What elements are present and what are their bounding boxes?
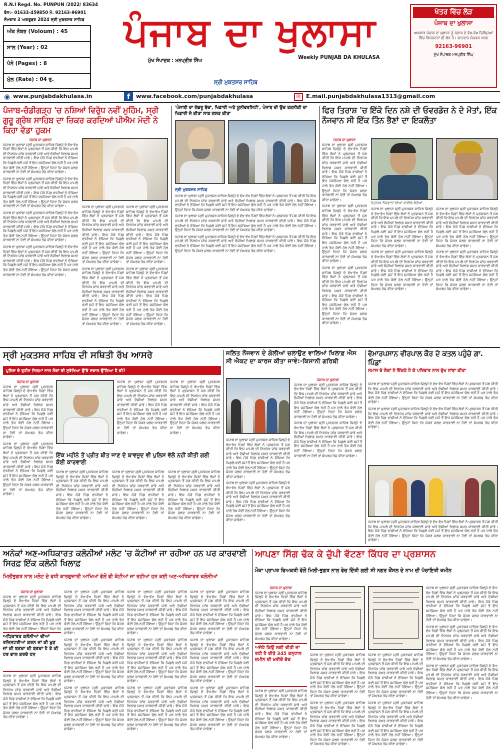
- article-bottom-left-col1: ਪੰਜਾਬ ਦਾ ਖੁਲਾਸਾ ਪੰਜਾਬ ਦਾ ਖੁਲਾਸਾ ਸ੍ਰੀ ਮੁਕਤਸਰ ਸਾਹਿਬ ਜ਼ਿਲ੍ਹੇ ਦੇ ਵੱਖ-ਵੱਖ ਪਿੰਡਾਂ ਵਿੱਚ ਲੋਕਾਂ ਨੇ ਪ੍ਰਸ਼ਾਸਨ ਤੋਂ ਮੰਗ ਕੀਤੀ ਕਿ ਇਸ ਮਾਮਲੇ ਦੀ ਨਿਰਪੱਖ ਜਾਂਚ ਕਰਵਾਈ ਜਾਵੇ ਅਤੇ ਦੋਸ਼ੀਆਂ ਖਿਲਾਫ਼ ਸਖ਼ਤ ਕਾਰਵਾਈ ਕੀਤੀ ਜਾਵੇ। ਇਸ ਮੌਕੇ ਪਿੰਡ ਵਾਸੀਆਂ ਨੇ ਦੱਸਿਆ ਕਿ ਪਿਛਲੇ ਕਈ ਸਮੇਂ ਤੋਂ ਇਹ ਸਮੱਸਿਆ ਚੱਲ ਰਹੀ ਹੈ ਪਰ ਹਾਲੇ ਤੱਕ ਕੋਈ ਹੱਲ ਨਹੀਂ ਹੋਇਆ। ਉਨ੍ਹਾਂ ਕਿਹਾ ਕਿ: [3, 590, 61, 630]
- article-muktsar-col5: ਪੰਜਾਬ ਦਾ ਖੁਲਾਸਾ ਸ੍ਰੀ ਮੁਕਤਸਰ ਸਾਹਿਬ ਜ਼ਿਲ੍ਹੇ ਦੇ ਵੱਖ-ਵੱਖ ਪਿੰਡਾਂ ਵਿੱਚ ਲੋਕਾਂ ਨੇ ਪ੍ਰਸ਼ਾਸਨ ਤੋਂ ਮੰਗ ਕੀਤੀ ਕਿ ਇਸ ਮਾਮਲੇ ਦੀ ਨਿਰਪੱਖ ਜਾਂਚ ਕਰਵਾਈ ਜਾਵੇ ਅਤੇ ਦੋਸ਼ੀਆਂ ਖਿਲਾਫ਼ ਸਖ਼ਤ ਕਾਰਵਾਈ ਕੀਤੀ ਜਾਵੇ। ਇਸ ਮੌਕੇ ਪਿੰਡ ਵਾਸੀਆਂ ਨੇ ਦੱਸਿਆ ਕਿ ਪਿਛਲੇ ਕਈ ਸਮੇਂ ਤੋਂ ਇਹ ਸਮੱਸਿਆ ਚੱਲ ਰਹੀ ਹੈ ਪਰ ਹਾਲੇ ਤੱਕ ਕੋਈ ਹੱਲ ਨਹੀਂ ਹੋਇਆ। ਉਨ੍ਹਾਂ ਕਿਹਾ ਕਿ ਜੇਕਰ ਜਲਦ ਕਾਰਵਾਈ ਨਾ ਹੋਈ ਤਾਂ ਸੰਘਰਸ਼ ਤੇਜ਼ ਕੀਤਾ ਜਾਵੇਗਾ।: [112, 470, 164, 520]
- facebook-link[interactable]: www.facebook.com/punjabdakhulasa: [136, 94, 254, 100]
- masthead: [0, 0, 500, 90]
- headline-top-left: ਪੰਜਾਬ-ਚੰਡੀਗੜ੍ਹ 'ਚ ਨਸ਼ਿਆਂ ਵਿਰੁੱਧ ਨਵੀਂ ਮੁਹਿੰਮ, ਸ੍ਰੀ ਗੁਰੂ ਗ੍ਰੰਥ ਸਾਹਿਬ ਦਾ ਜ਼ਿਕਰ ਕਰਦਿਆਂ ਪੀਐਮ ਮੋਦੀ ਨੇ ਕਿਹਾ ਵੱਡਾ ਹੁਕਮ: [3, 106, 159, 135]
- article-top-right-col2: ਪੰਜਾਬ ਦਾ ਖੁਲਾਸਾ ਸ੍ਰੀ ਮੁਕਤਸਰ ਸਾਹਿਬ ਜ਼ਿਲ੍ਹੇ ਦੇ ਵੱਖ-ਵੱਖ ਪਿੰਡਾਂ ਵਿੱਚ ਲੋਕਾਂ ਨੇ ਪ੍ਰਸ਼ਾਸਨ ਤੋਂ ਮੰਗ ਕੀਤੀ ਕਿ ਇਸ ਮਾਮਲੇ ਦੀ ਨਿਰਪੱਖ ਜਾਂਚ ਕਰਵਾਈ ਜਾਵੇ ਅਤੇ ਦੋਸ਼ੀਆਂ ਖਿਲਾਫ਼ ਸਖ਼ਤ ਕਾਰਵਾਈ ਕੀਤੀ ਜਾਵੇ। ਇਸ ਮੌਕੇ ਪਿੰਡ ਵਾਸੀਆਂ ਨੇ ਦੱਸਿਆ ਕਿ ਪਿਛਲੇ ਕਈ ਸਮੇਂ ਤੋਂ ਇਹ ਸਮੱਸਿਆ ਚੱਲ ਰਹੀ ਹੈ ਪਰ ਹਾਲੇ ਤੱਕ ਕੋਈ ਹੱਲ ਨਹੀਂ ਹੋਇਆ। ਉਨ੍ਹਾਂ ਕਿਹਾ ਕਿ ਜੇਕਰ ਜਲਦ ਕਾਰਵਾਈ ਨਾ ਹੋਈ ਤਾਂ ਸੰਘਰਸ਼ ਤੇਜ਼ ਕੀਤਾ ਜਾਵੇਗਾ। ਪੰਜਾਬ ਦਾ ਖੁਲਾਸਾ ਸ੍ਰੀ ਮੁਕਤਸਰ ਸਾਹਿਬ ਜ਼ਿਲ੍ਹੇ ਦੇ ਵੱਖ-ਵੱਖ ਪਿੰਡਾਂ ਵਿੱਚ ਲੋਕਾਂ ਨੇ ਪ੍ਰਸ਼ਾਸਨ ਤੋਂ ਮੰਗ ਕੀਤੀ ਕਿ ਇਸ ਮਾਮਲੇ ਦੀ ਨਿਰਪੱਖ ਜਾਂਚ ਕਰਵਾਈ ਜਾਵੇ ਅਤੇ ਦੋਸ਼ੀਆਂ ਖਿਲਾਫ਼ ਸਖ਼ਤ ਕਾਰਵਾਈ ਕੀਤੀ ਜਾਵੇ। ਇਸ ਮੌਕੇ ਪਿੰਡ ਵਾਸੀਆਂ ਨੇ ਦੱਸਿਆ ਕਿ ਪਿਛਲੇ ਕਈ ਸਮੇਂ ਤੋਂ ਇਹ ਸਮੱਸਿਆ ਚੱਲ ਰਹੀ ਹੈ ਪਰ ਹਾਲੇ ਤੱਕ ਕੋਈ ਹੱਲ ਨਹੀਂ ਹੋਇਆ। ਉਨ੍ਹਾਂ ਕਿਹਾ ਕਿ ਜੇਕਰ ਜਲਦ ਕਾਰਵਾਈ ਨਾ ਹੋਈ ਤਾਂ ਸੰਘਰਸ਼ ਤੇਜ਼ ਕੀਤਾ ਜਾਵੇਗਾ।: [371, 207, 433, 292]
- place-name: ਸ੍ਰੀ ਮੁਕਤਸਰ ਸਾਹਿਬ: [214, 80, 258, 86]
- headline-muktsar-sub: ਪੁਲਿਸ ਦੇ ਰੁਟੀਨ ਨਿਯਮਾਂ ਨਾਲ ਲੋਕਾਂ ਦੀ ਸੁਰੱਖਿਆ ਉੱਤੇ ਸਵਾਲ ਉੱਠਿਆ ਹੈ ਕੀ?: [6, 368, 126, 373]
- photo-center-portrait: [175, 120, 225, 184]
- globe-icon: ◉: [4, 93, 11, 101]
- chief-editor: ਮੁੱਖ ਸੰਪਾਦਕ : ਮਨਪ੍ਰੀਤ ਸਿੰਘ: [148, 59, 202, 64]
- headline-center-mid: ਜਲਿਤ ਨੌਜਵਾਨ ਦੇ ਗੋਲੀਆਂ ਚਲਾਉਣ ਵਾਲਿਆਂ ਖਿਲਾਫ਼ ਐਸ ਸੀ ਐਕਟ ਦਾ ਕਾਰਜ ਕੀਤਾ ਜਾਵੇ:-ਕਿਸਾਨੀ ਗਰਿਬੀ: [226, 350, 357, 365]
- article-top-right-col3: ਪੰਜਾਬ ਦਾ ਖੁਲਾਸਾ ਸ੍ਰੀ ਮੁਕਤਸਰ ਸਾਹਿਬ ਜ਼ਿਲ੍ਹੇ ਦੇ ਵੱਖ-ਵੱਖ ਪਿੰਡਾਂ ਵਿੱਚ ਲੋਕਾਂ ਨੇ ਪ੍ਰਸ਼ਾਸਨ ਤੋਂ ਮੰਗ ਕੀਤੀ ਕਿ ਇਸ ਮਾਮਲੇ ਦੀ ਨਿਰਪੱਖ ਜਾਂਚ ਕਰਵਾਈ ਜਾਵੇ ਅਤੇ ਦੋਸ਼ੀਆਂ ਖਿਲਾਫ਼ ਸਖ਼ਤ ਕਾਰਵਾਈ ਕੀਤੀ ਜਾਵੇ। ਇਸ ਮੌਕੇ ਪਿੰਡ ਵਾਸੀਆਂ ਨੇ ਦੱਸਿਆ ਕਿ ਪਿਛਲੇ ਕਈ ਸਮੇਂ ਤੋਂ ਇਹ ਸਮੱਸਿਆ ਚੱਲ ਰਹੀ ਹੈ ਪਰ ਹਾਲੇ ਤੱਕ ਕੋਈ ਹੱਲ ਨਹੀਂ ਹੋਇਆ। ਉਨ੍ਹਾਂ ਕਿਹਾ ਕਿ ਜੇਕਰ ਜਲਦ ਕਾਰਵਾਈ ਨਾ ਹੋਈ ਤਾਂ ਸੰਘਰਸ਼ ਤੇਜ਼ ਕੀਤਾ ਜਾਵੇਗਾ। ਪੰਜਾਬ ਦਾ ਖੁਲਾਸਾ ਸ੍ਰੀ ਮੁਕਤਸਰ ਸਾਹਿਬ ਜ਼ਿਲ੍ਹੇ ਦੇ ਵੱਖ-ਵੱਖ ਪਿੰਡਾਂ ਵਿੱਚ ਲੋਕਾਂ ਨੇ ਪ੍ਰਸ਼ਾਸਨ ਤੋਂ ਮੰਗ ਕੀਤੀ ਕਿ ਇਸ ਮਾਮਲੇ ਦੀ ਨਿਰਪੱਖ ਜਾਂਚ ਕਰਵਾਈ ਜਾਵੇ ਅਤੇ ਦੋਸ਼ੀਆਂ ਖਿਲਾਫ਼ ਸਖ਼ਤ ਕਾਰਵਾਈ ਕੀਤੀ ਜਾਵੇ। ਇਸ ਮੌਕੇ ਪਿੰਡ ਵਾਸੀਆਂ ਨੇ ਦੱਸਿਆ ਕਿ ਪਿਛਲੇ ਕਈ ਸਮੇਂ ਤੋਂ ਇਹ ਸਮੱਸਿਆ ਚੱਲ ਰਹੀ ਹੈ ਪਰ ਹਾਲੇ ਤੱਕ ਕੋਈ ਹੱਲ ਨਹੀਂ ਹੋਇਆ। ਉਨ੍ਹਾਂ ਕਿਹਾ ਕਿ ਜੇਕਰ ਜਲਦ ਕਾਰਵਾਈ ਨਾ ਹੋਈ ਤਾਂ ਸੰਘਰਸ਼ ਤੇਜ਼ ਕੀਤਾ ਜਾਵੇਗਾ।: [436, 207, 498, 292]
- article-bottom-left-col4: ਪੰਜਾਬ ਦਾ ਖੁਲਾਸਾ ਸ੍ਰੀ ਮੁਕਤਸਰ ਸਾਹਿਬ ਜ਼ਿਲ੍ਹੇ ਦੇ ਵੱਖ-ਵੱਖ ਪਿੰਡਾਂ ਵਿੱਚ ਲੋਕਾਂ ਨੇ ਪ੍ਰਸ਼ਾਸਨ ਤੋਂ ਮੰਗ ਕੀਤੀ ਕਿ ਇਸ ਮਾਮਲੇ ਦੀ ਨਿਰਪੱਖ ਜਾਂਚ ਕਰਵਾਈ ਜਾਵੇ ਅਤੇ ਦੋਸ਼ੀਆਂ ਖਿਲਾਫ਼ ਸਖ਼ਤ ਕਾਰਵਾਈ ਕੀਤੀ ਜਾਵੇ। ਇਸ ਮੌਕੇ ਪਿੰਡ ਵਾਸੀਆਂ ਨੇ ਦੱਸਿਆ ਕਿ ਪਿਛਲੇ ਕਈ ਸਮੇਂ ਤੋਂ ਇਹ ਸਮੱਸਿਆ ਚੱਲ ਰਹੀ ਹੈ ਪਰ ਹਾਲੇ ਤੱਕ ਕੋਈ ਹੱਲ ਨਹੀਂ ਹੋਇਆ। ਉਨ੍ਹਾਂ ਕਿਹਾ ਕਿ ਜੇਕਰ ਜਲਦ ਕਾਰਵਾਈ ਨਾ ਹੋਈ ਤਾਂ ਸੰਘਰਸ਼ ਤੇਜ਼ ਕੀਤਾ ਜਾਵੇਗਾ। ਪੰਜਾਬ ਦਾ ਖੁਲਾਸਾ ਸ੍ਰੀ ਮੁਕਤਸਰ ਸਾਹਿਬ ਜ਼ਿਲ੍ਹੇ ਦੇ ਵੱਖ-ਵੱਖ ਪਿੰਡਾਂ ਵਿੱਚ ਲੋਕਾਂ ਨੇ ਪ੍ਰਸ਼ਾਸਨ ਤੋਂ ਮੰਗ ਕੀਤੀ ਕਿ ਇਸ ਮਾਮਲੇ ਦੀ ਨਿਰਪੱਖ ਜਾਂਚ ਕਰਵਾਈ ਜਾਵੇ ਅਤੇ ਦੋਸ਼ੀਆਂ ਖਿਲਾਫ਼ ਸਖ਼ਤ ਕਾਰਵਾਈ ਕੀਤੀ ਜਾਵੇ। ਇਸ ਮੌਕੇ ਪਿੰਡ ਵਾਸੀਆਂ ਨੇ ਦੱਸਿਆ ਕਿ ਪਿਛਲੇ ਕਈ ਸਮੇਂ ਤੋਂ ਇਹ ਸਮੱਸਿਆ ਚੱਲ ਰਹੀ ਹੈ ਪਰ ਹਾਲੇ ਤੱਕ ਕੋਈ ਹੱਲ ਨਹੀਂ ਹੋਇਆ। ਉਨ੍ਹਾਂ ਕਿਹਾ ਕਿ ਜੇਕਰ ਜਲਦ ਕਾਰਵਾਈ ਨਾ ਹੋਈ ਤਾਂ ਸੰਘਰਸ਼ ਤੇਜ਼ ਕੀਤਾ ਜਾਵੇਗਾ। ਪੰਜਾਬ ਦਾ ਖੁਲਾਸਾ ਸ੍ਰੀ ਮੁਕਤਸਰ ਸਾਹਿਬ ਜ਼ਿਲ੍ਹੇ ਦੇ ਵੱਖ-ਵੱਖ ਪਿੰਡਾਂ ਵਿੱਚ ਲੋਕਾਂ ਨੇ ਪ੍ਰਸ਼ਾਸਨ ਤੋਂ ਮੰਗ ਕੀਤੀ ਕਿ ਇਸ ਮਾਮਲੇ ਦੀ ਨਿਰਪੱਖ ਜਾਂਚ ਕਰਵਾਈ ਜਾਵੇ ਅਤੇ ਦੋਸ਼ੀਆਂ ਖਿਲਾਫ਼ ਸਖ਼ਤ ਕਾਰਵਾਈ ਕੀਤੀ ਜਾਵੇ। ਇਸ ਮੌਕੇ ਪਿੰਡ ਵਾਸੀਆਂ ਨੇ ਦੱਸਿਆ ਕਿ ਪਿਛਲੇ ਕਈ ਸਮੇਂ ਤੋਂ ਇਹ ਸਮੱਸਿਆ ਚੱਲ ਰਹੀ ਹੈ ਪਰ ਹਾਲੇ ਤੱਕ ਕੋਈ ਹੱਲ ਨਹੀਂ ਹੋਇਆ। ਉਨ੍ਹਾਂ ਕਿਹਾ ਕਿ ਜੇਕਰ ਜਲਦ ਕਾਰਵਾਈ ਨਾ ਹੋਈ ਤਾਂ ਸੰਘਰਸ਼ ਤੇਜ਼ ਕੀਤਾ ਜਾਵੇਗਾ।: [190, 590, 249, 732]
- article-muktsar-col6: ਪੰਜਾਬ ਦਾ ਖੁਲਾਸਾ ਸ੍ਰੀ ਮੁਕਤਸਰ ਸਾਹਿਬ ਜ਼ਿਲ੍ਹੇ ਦੇ ਵੱਖ-ਵੱਖ ਪਿੰਡਾਂ ਵਿੱਚ ਲੋਕਾਂ ਨੇ ਪ੍ਰਸ਼ਾਸਨ ਤੋਂ ਮੰਗ ਕੀਤੀ ਕਿ ਇਸ ਮਾਮਲੇ ਦੀ ਨਿਰਪੱਖ ਜਾਂਚ ਕਰਵਾਈ ਜਾਵੇ ਅਤੇ ਦੋਸ਼ੀਆਂ ਖਿਲਾਫ਼ ਸਖ਼ਤ ਕਾਰਵਾਈ ਕੀਤੀ ਜਾਵੇ। ਇਸ ਮੌਕੇ ਪਿੰਡ ਵਾਸੀਆਂ ਨੇ ਦੱਸਿਆ ਕਿ ਪਿਛਲੇ ਕਈ ਸਮੇਂ ਤੋਂ ਇਹ ਸਮੱਸਿਆ ਚੱਲ ਰਹੀ ਹੈ ਪਰ ਹਾਲੇ ਤੱਕ ਕੋਈ ਹੱਲ ਨਹੀਂ ਹੋਇਆ। ਉਨ੍ਹਾਂ ਕਿਹਾ ਕਿ ਜੇਕਰ ਜਲਦ ਕਾਰਵਾਈ ਨਾ ਹੋਈ ਤਾਂ ਸੰਘਰਸ਼ ਤੇਜ਼ ਕੀਤਾ ਜਾਵੇਗਾ।: [168, 470, 220, 520]
- reporters-wanted-ad: [410, 4, 497, 88]
- muktsar-subhead-band: [3, 366, 221, 375]
- photo-victim-1: [371, 138, 433, 200]
- article-center-mid-col2: ਪੰਜਾਬ ਦਾ ਖੁਲਾਸਾ ਸ੍ਰੀ ਮੁਕਤਸਰ ਸਾਹਿਬ ਜ਼ਿਲ੍ਹੇ ਦੇ ਵੱਖ-ਵੱਖ ਪਿੰਡਾਂ ਵਿੱਚ ਲੋਕਾਂ ਨੇ ਪ੍ਰਸ਼ਾਸਨ ਤੋਂ ਮੰਗ ਕੀਤੀ ਕਿ ਇਸ ਮਾਮਲੇ ਦੀ ਨਿਰਪੱਖ ਜਾਂਚ ਕਰਵਾਈ ਜਾਵੇ ਅਤੇ ਦੋਸ਼ੀਆਂ ਖਿਲਾਫ਼ ਸਖ਼ਤ ਕਾਰਵਾਈ ਕੀਤੀ ਜਾਵੇ। ਇਸ ਮੌਕੇ ਪਿੰਡ ਵਾਸੀਆਂ ਨੇ ਦੱਸਿਆ ਕਿ ਪਿਛਲੇ ਕਈ ਸਮੇਂ ਤੋਂ ਇਹ ਸਮੱਸਿਆ ਚੱਲ ਰਹੀ ਹੈ ਪਰ ਹਾਲੇ ਤੱਕ ਕੋਈ ਹੱਲ ਨਹੀਂ ਹੋਇਆ। ਉਨ੍ਹਾਂ ਕਿਹਾ ਕਿ ਜੇਕਰ ਜਲਦ ਕਾਰਵਾਈ ਨਾ ਹੋਈ ਤਾਂ ਸੰਘਰਸ਼ ਤੇਜ਼ ਕੀਤਾ ਜਾਵੇਗਾ। ਪੰਜਾਬ ਦਾ ਖੁਲਾਸਾ ਸ੍ਰੀ ਮੁਕਤਸਰ ਸਾਹਿਬ ਜ਼ਿਲ੍ਹੇ ਦੇ ਵੱਖ-ਵੱਖ ਪਿੰਡਾਂ ਵਿੱਚ ਲੋਕਾਂ ਨੇ ਪ੍ਰਸ਼ਾਸਨ ਤੋਂ ਮੰਗ ਕੀਤੀ ਕਿ ਇਸ ਮਾਮਲੇ ਦੀ ਨਿਰਪੱਖ ਜਾਂਚ ਕਰਵਾਈ ਜਾਵੇ ਅਤੇ ਦੋਸ਼ੀਆਂ ਖਿਲਾਫ਼ ਸਖ਼ਤ ਕਾਰਵਾਈ ਕੀਤੀ ਜਾਵੇ। ਇਸ ਮੌਕੇ ਪਿੰਡ ਵਾਸੀਆਂ ਨੇ ਦੱਸਿਆ ਕਿ ਪਿਛਲੇ ਕਈ ਸਮੇਂ ਤੋਂ ਇਹ ਸਮੱਸਿਆ ਚੱਲ ਰਹੀ ਹੈ ਪਰ ਹਾਲੇ ਤੱਕ ਕੋਈ ਹੱਲ ਨਹੀਂ ਹੋਇਆ। ਉਨ੍ਹਾਂ ਕਿਹਾ ਕਿ ਜੇਕਰ ਜਲਦ ਕਾਰਵਾਈ ਨਾ ਹੋਈ ਤਾਂ ਸੰਘਰਸ਼ ਤੇਜ਼ ਕੀਤਾ ਜਾਵੇਗਾ।: [226, 438, 290, 523]
- date-line: ਸੋਮਵਾਰ 3 ਅਕਤੂਬਰ 2024 ਸ੍ਰੀ ਮੁਕਤਸਰ ਸਾਹਿਬ: [4, 17, 85, 22]
- article-top-left-col2: ਪੰਜਾਬ ਦਾ ਖੁਲਾਸਾ ਸ੍ਰੀ ਮੁਕਤਸਰ ਸਾਹਿਬ ਜ਼ਿਲ੍ਹੇ ਦੇ ਵੱਖ-ਵੱਖ ਪਿੰਡਾਂ ਵਿੱਚ ਲੋਕਾਂ ਨੇ ਪ੍ਰਸ਼ਾਸਨ ਤੋਂ ਮੰਗ ਕੀਤੀ ਕਿ ਇਸ ਮਾਮਲੇ ਦੀ ਨਿਰਪੱਖ ਜਾਂਚ ਕਰਵਾਈ ਜਾਵੇ ਅਤੇ ਦੋਸ਼ੀਆਂ ਖਿਲਾਫ਼ ਸਖ਼ਤ ਕਾਰਵਾਈ ਕੀਤੀ ਜਾਵੇ। ਇਸ ਮੌਕੇ ਪਿੰਡ ਵਾਸੀਆਂ ਨੇ ਦੱਸਿਆ ਕਿ ਪਿਛਲੇ ਕਈ ਸਮੇਂ ਤੋਂ ਇਹ ਸਮੱਸਿਆ ਚੱਲ ਰਹੀ ਹੈ ਪਰ ਹਾਲੇ ਤੱਕ ਕੋਈ ਹੱਲ ਨਹੀਂ ਹੋਇਆ। ਉਨ੍ਹਾਂ ਕਿਹਾ ਕਿ ਜੇਕਰ ਜਲਦ ਕਾਰਵਾਈ ਨਾ ਹੋਈ ਤਾਂ ਸੰਘਰਸ਼ ਤੇਜ਼ ਕੀਤਾ ਜਾਵੇਗਾ। ਪੰਜਾਬ ਦਾ ਖੁਲਾਸਾ ਸ੍ਰੀ ਮੁਕਤਸਰ ਸਾਹਿਬ ਜ਼ਿਲ੍ਹੇ ਦੇ ਵੱਖ-ਵੱਖ ਪਿੰਡਾਂ ਵਿੱਚ ਲੋਕਾਂ ਨੇ ਪ੍ਰਸ਼ਾਸਨ ਤੋਂ ਮੰਗ ਕੀਤੀ ਕਿ ਇਸ ਮਾਮਲੇ ਦੀ ਨਿਰਪੱਖ ਜਾਂਚ ਕਰਵਾਈ ਜਾਵੇ ਅਤੇ ਦੋਸ਼ੀਆਂ ਖਿਲਾਫ਼ ਸਖ਼ਤ ਕਾਰਵਾਈ ਕੀਤੀ ਜਾਵੇ। ਇਸ ਮੌਕੇ ਪਿੰਡ ਵਾਸੀਆਂ ਨੇ ਦੱਸਿਆ ਕਿ ਪਿਛਲੇ ਕਈ ਸਮੇਂ ਤੋਂ ਇਹ ਸਮੱਸਿਆ ਚੱਲ ਰਹੀ ਹੈ ਪਰ ਹਾਲੇ ਤੱਕ ਕੋਈ ਹੱਲ ਨਹੀਂ ਹੋਇਆ। ਉਨ੍ਹਾਂ ਕਿਹਾ ਕਿ ਜੇਕਰ ਜਲਦ ਕਾਰਵਾਈ ਨਾ ਹੋਈ ਤਾਂ ਸੰਘਰਸ਼ ਤੇਜ਼ ਕੀਤਾ ਜਾਵੇਗਾ।: [82, 205, 124, 326]
- headline-right-mid: ਵੋਮਾਰਪਸਾਨ ਵੀਰਪਾਲ ਕੌਰ ਦੇ ਕਤਲ ਪਹੁੰਚੇ ਗਾ. ਪਿੰਡਾਂ: [368, 350, 483, 367]
- photo-family-group: [368, 465, 498, 517]
- box-right-callout: ਅਜੇਹੇ ਕਿਉਂ ਲਗੀ ਦੀਤੀ ਜਾ ਰਹੀ ਹੈ ਦੀਤੇ 345 ਕਨ੍ਹਾਲ ਜ਼ਮੀਨ ਦੀ ਖ਼ਰੀਦੋ ਵੇਚ: [255, 643, 307, 687]
- photo-caption-victims: ਮ੍ਰਿਤਕ ਨੌਜਵਾਨਾਂ ਦੀਆਂ ਫਾਈਲ ਫੋਟੋਆਂ: [371, 201, 423, 205]
- ad-title: ਖੇਤਰ ਵਿੱਚ ਲੋੜ: [413, 7, 494, 18]
- article-right-mid-2: ਪੰਜਾਬ ਦਾ ਖੁਲਾਸਾ ਸ੍ਰੀ ਮੁਕਤਸਰ ਸਾਹਿਬ ਜ਼ਿਲ੍ਹੇ ਦੇ ਵੱਖ-ਵੱਖ ਪਿੰਡਾਂ ਵਿੱਚ ਲੋਕਾਂ ਨੇ ਪ੍ਰਸ਼ਾਸਨ ਤੋਂ ਮੰਗ ਕੀਤੀ ਕਿ ਇਸ ਮਾਮਲੇ ਦੀ ਨਿਰਪੱਖ ਜਾਂਚ ਕਰਵਾਈ ਜਾਵੇ ਅਤੇ ਦੋਸ਼ੀਆਂ ਖਿਲਾਫ਼ ਸਖ਼ਤ ਕਾਰਵਾਈ ਕੀਤੀ ਜਾਵੇ। ਇਸ ਮੌਕੇ ਪਿੰਡ ਵਾਸੀਆਂ ਨੇ ਦੱਸਿਆ ਕਿ ਪਿਛਲੇ ਕਈ ਸਮੇਂ ਤੋਂ ਇਹ ਸਮੱਸਿਆ ਚੱਲ ਰਹੀ ਹੈ ਪਰ ਹਾਲੇ ਤੱਕ ਕੋਈ ਹੱਲ ਨਹੀਂ ਹੋਇਆ। ਉਨ੍ਹਾਂ ਕਿਹਾ ਕਿ ਜੇਕਰ ਜਲਦ ਕਾਰਵਾਈ ਨਾ ਹੋਈ ਤਾਂ ਸੰਘਰਸ਼ ਤੇਜ਼ ਕੀਤਾ ਜਾਵੇਗਾ।: [368, 520, 498, 543]
- ad-subtitle: ਪੰਜਾਬ ਦਾ ਖੁਲਾਸਾ: [434, 20, 473, 27]
- article-top-center: ਪੰਜਾਬ ਦਾ ਖੁਲਾਸਾ ਸ੍ਰੀ ਮੁਕਤਸਰ ਸਾਹਿਬ ਜ਼ਿਲ੍ਹੇ ਦੇ ਵੱਖ-ਵੱਖ ਪਿੰਡਾਂ ਵਿੱਚ ਲੋਕਾਂ ਨੇ ਪ੍ਰਸ਼ਾਸਨ ਤੋਂ ਮੰਗ ਕੀਤੀ ਕਿ ਇਸ ਮਾਮਲੇ ਦੀ ਨਿਰਪੱਖ ਜਾਂਚ ਕਰਵਾਈ ਜਾਵੇ ਅਤੇ ਦੋਸ਼ੀਆਂ ਖਿਲਾਫ਼ ਸਖ਼ਤ ਕਾਰਵਾਈ ਕੀਤੀ ਜਾਵੇ। ਇਸ ਮੌਕੇ ਪਿੰਡ ਵਾਸੀਆਂ ਨੇ ਦੱਸਿਆ ਕਿ ਪਿਛਲੇ ਕਈ ਸਮੇਂ ਤੋਂ ਇਹ ਸਮੱਸਿਆ ਚੱਲ ਰਹੀ ਹੈ ਪਰ ਹਾਲੇ ਤੱਕ ਕੋਈ ਹੱਲ ਨਹੀਂ ਹੋਇਆ। ਉਨ੍ਹਾਂ ਕਿਹਾ ਕਿ ਜੇਕਰ ਜਲਦ ਕਾਰਵਾਈ ਨਾ ਹੋਈ ਤਾਂ ਸੰਘਰਸ਼ ਤੇਜ਼ ਕੀਤਾ ਜਾਵੇਗਾ। ਪੰਜਾਬ ਦਾ ਖੁਲਾਸਾ ਸ੍ਰੀ ਮੁਕਤਸਰ ਸਾਹਿਬ ਜ਼ਿਲ੍ਹੇ ਦੇ ਵੱਖ-ਵੱਖ ਪਿੰਡਾਂ ਵਿੱਚ ਲੋਕਾਂ ਨੇ ਪ੍ਰਸ਼ਾਸਨ ਤੋਂ ਮੰਗ ਕੀਤੀ ਕਿ ਇਸ ਮਾਮਲੇ ਦੀ ਨਿਰਪੱਖ ਜਾਂਚ ਕਰਵਾਈ ਜਾਵੇ ਅਤੇ ਦੋਸ਼ੀਆਂ ਖਿਲਾਫ਼ ਸਖ਼ਤ ਕਾਰਵਾਈ ਕੀਤੀ ਜਾਵੇ। ਇਸ ਮੌਕੇ ਪਿੰਡ ਵਾਸੀਆਂ ਨੇ ਦੱਸਿਆ ਕਿ ਪਿਛਲੇ ਕਈ ਸਮੇਂ ਤੋਂ ਇਹ ਸਮੱਸਿਆ ਚੱਲ ਰਹੀ ਹੈ ਪਰ ਹਾਲੇ ਤੱਕ ਕੋਈ ਹੱਲ ਨਹੀਂ ਹੋਇਆ। ਉਨ੍ਹਾਂ ਕਿਹਾ ਕਿ ਜੇਕਰ ਜਲਦ ਕਾਰਵਾਈ ਨਾ ਹੋਈ ਤਾਂ ਸੰਘਰਸ਼ ਤੇਜ਼ ਕੀਤਾ ਜਾਵੇਗਾ। ਪੰਜਾਬ ਦਾ ਖੁਲਾਸਾ ਸ੍ਰੀ ਮੁਕਤਸਰ ਸਾਹਿਬ ਜ਼ਿਲ੍ਹੇ ਦੇ ਵੱਖ-ਵੱਖ ਪਿੰਡਾਂ ਵਿੱਚ ਲੋਕਾਂ ਨੇ ਪ੍ਰਸ਼ਾਸਨ ਤੋਂ ਮੰਗ ਕੀਤੀ ਕਿ ਇਸ ਮਾਮਲੇ ਦੀ ਨਿਰਪੱਖ ਜਾਂਚ ਕਰਵਾਈ ਜਾਵੇ ਅਤੇ ਦੋਸ਼ੀਆਂ ਖਿਲਾਫ਼ ਸਖ਼ਤ ਕਾਰਵਾਈ ਕੀਤੀ ਜਾਵੇ। ਇਸ ਮੌਕੇ ਪਿੰਡ ਵਾਸੀਆਂ ਨੇ ਦੱਸਿਆ ਕਿ ਪਿਛਲੇ ਕਈ ਸਮੇਂ ਤੋਂ ਇਹ ਸਮੱਸਿਆ ਚੱਲ ਰਹੀ ਹੈ ਪਰ ਹਾਲੇ ਤੱਕ ਕੋਈ ਹੱਲ ਨਹੀਂ ਹੋਇਆ। ਉਨ੍ਹਾਂ ਕਿਹਾ ਕਿ ਜੇਕਰ ਜਲਦ ਕਾਰਵਾਈ ਨਾ ਹੋਈ ਤਾਂ ਸੰਘਰਸ਼ ਤੇਜ਼ ਕੀਤਾ ਜਾਵੇਗਾ।: [175, 194, 316, 253]
- headline-bottom-left-sub: ਮਿਲੀਭੁਗਤ ਨਾਲ ਮਲੋਟ ਦੇ ਵਧੀ ਕਾਰਗੁਜਾਰੀ ਆਖਿਆਂ ਵੱਲੋਂ ਵੀ ਕੱਟੀਆਂ ਜਾ ਰਹੀਆਂ ਹਨ ਕਈ ਅਣ-ਅਧਿਕਾਰਤ ਕਲੋਨੀਆਂ: [3, 574, 218, 580]
- photo-land-document-2: [368, 586, 423, 650]
- info-row-rate: ਮੁੱਲ (Rate) : 04 ਰੁ.: [7, 77, 54, 83]
- contact-bar: [0, 91, 500, 103]
- headline-bottom-right-sub: ਮੌਕਾ ਪ੍ਰਾਪਤ ਵਿਅਕਤੀ ਵੱਲੋਂ ਮਿਲੀ-ਭੁਗਤ ਨਾਲ ਵੇਚ ਦਿੱਤੀ ਗਈ ਸੀ ਨਗਰ ਕੌਂਸਲ ਦੇ ਨਾਮ ਦੀ ਪੰਚਾਇਤੀ ਜ਼ਮੀਨ: [255, 568, 452, 574]
- email-icon: ✉: [294, 93, 303, 101]
- article-bottom-right-col2: ਪੰਜਾਬ ਦਾ ਖੁਲਾਸਾ ਸ੍ਰੀ ਮੁਕਤਸਰ ਸਾਹਿਬ ਜ਼ਿਲ੍ਹੇ ਦੇ ਵੱਖ-ਵੱਖ ਪਿੰਡਾਂ ਵਿੱਚ ਲੋਕਾਂ ਨੇ ਪ੍ਰਸ਼ਾਸਨ ਤੋਂ ਮੰਗ ਕੀਤੀ ਕਿ ਇਸ ਮਾਮਲੇ ਦੀ ਨਿਰਪੱਖ ਜਾਂਚ ਕਰਵਾਈ ਜਾਵੇ ਅਤੇ ਦੋਸ਼ੀਆਂ ਖਿਲਾਫ਼ ਸਖ਼ਤ ਕਾਰਵਾਈ ਕੀਤੀ ਜਾਵੇ। ਇਸ ਮੌਕੇ ਪਿੰਡ ਵਾਸੀਆਂ ਨੇ ਦੱਸਿਆ ਕਿ ਪਿਛਲੇ ਕਈ ਸਮੇਂ ਤੋਂ ਇਹ ਸਮੱਸਿਆ ਚੱਲ ਰਹੀ ਹੈ ਪਰ ਹਾਲੇ ਤੱਕ ਕੋਈ ਹੱਲ ਨਹੀਂ ਹੋਇਆ। ਉਨ੍ਹਾਂ ਕਿਹਾ ਕਿ ਜੇਕਰ ਜਲਦ ਕਾਰਵਾਈ ਨਾ ਹੋਈ ਤਾਂ ਸੰਘਰਸ਼ ਤੇਜ਼ ਕੀਤਾ ਜਾਵੇਗਾ। ਪੰਜਾਬ ਦਾ ਖੁਲਾਸਾ ਸ੍ਰੀ ਮੁਕਤਸਰ ਸਾਹਿਬ ਜ਼ਿਲ੍ਹੇ ਦੇ ਵੱਖ-ਵੱਖ ਪਿੰਡਾਂ ਵਿੱਚ ਲੋਕਾਂ ਨੇ ਪ੍ਰਸ਼ਾਸਨ ਤੋਂ ਮੰਗ ਕੀਤੀ ਕਿ ਇਸ ਮਾਮਲੇ ਦੀ ਨਿਰਪੱਖ ਜਾਂਚ ਕਰਵਾਈ ਜਾਵੇ ਅਤੇ ਦੋਸ਼ੀਆਂ ਖਿਲਾਫ਼ ਸਖ਼ਤ ਕਾਰਵਾਈ ਕੀਤੀ ਜਾਵੇ। ਇਸ ਮੌਕੇ ਪਿੰਡ ਵਾਸੀਆਂ ਨੇ ਦੱਸਿਆ ਕਿ ਪਿਛਲੇ ਕਈ ਸਮੇਂ ਤੋਂ ਇਹ ਸਮੱਸਿਆ ਚੱਲ ਰਹੀ ਹੈ ਪਰ ਹਾਲੇ ਤੱਕ ਕੋਈ ਹੱਲ ਨਹੀਂ ਹੋਇਆ। ਉਨ੍ਹਾਂ ਕਿਹਾ ਕਿ ਜੇਕਰ ਜਲਦ ਕਾਰਵਾਈ ਨਾ ਹੋਈ ਤਾਂ ਸੰਘਰਸ਼ ਤੇਜ਼ ਕੀਤਾ ਜਾਵੇਗਾ। ਪੰਜਾਬ ਦਾ ਖੁਲਾਸਾ ਸ੍ਰੀ ਮੁਕਤਸਰ ਸਾਹਿਬ ਜ਼ਿਲ੍ਹੇ ਦੇ ਵੱਖ-ਵੱਖ ਪਿੰਡਾਂ ਵਿੱਚ ਲੋਕਾਂ ਨੇ ਪ੍ਰਸ਼ਾਸਨ ਤੋਂ ਮੰਗ ਕੀਤੀ ਕਿ ਇਸ ਮਾਮਲੇ ਦੀ ਨਿਰਪੱਖ ਜਾਂਚ ਕਰਵਾਈ ਜਾਵੇ ਅਤੇ ਦੋਸ਼ੀਆਂ ਖਿਲਾਫ਼ ਸਖ਼ਤ ਕਾਰਵਾਈ ਕੀਤੀ ਜਾਵੇ। ਇਸ ਮੌਕੇ ਪਿੰਡ ਵਾਸੀਆਂ ਨੇ ਦੱਸਿਆ ਕਿ ਪਿਛਲੇ ਕਈ ਸਮੇਂ ਤੋਂ ਇਹ ਸਮੱਸਿਆ ਚੱਲ ਰਹੀ ਹੈ ਪਰ ਹਾਲੇ ਤੱਕ ਕੋਈ ਹੱਲ ਨਹੀਂ ਹੋਇਆ। ਉਨ੍ਹਾਂ ਕਿਹਾ ਕਿ ਜੇਕਰ ਜਲਦ ਕਾਰਵਾਈ ਨਾ ਹੋਈ ਤਾਂ ਸੰਘਰਸ਼ ਤੇਜ਼ ਕੀਤਾ ਜਾਵੇਗਾ।: [426, 586, 498, 700]
- article-bottom-right-col1b: ਪੰਜਾਬ ਦਾ ਖੁਲਾਸਾ ਸ੍ਰੀ ਮੁਕਤਸਰ ਸਾਹਿਬ ਜ਼ਿਲ੍ਹੇ ਦੇ ਵੱਖ-ਵੱਖ ਪਿੰਡਾਂ ਵਿੱਚ ਲੋਕਾਂ ਨੇ ਪ੍ਰਸ਼ਾਸਨ ਤੋਂ ਮੰਗ ਕੀਤੀ ਕਿ ਇਸ ਮਾਮਲੇ ਦੀ ਨਿਰਪੱਖ ਜਾਂਚ ਕਰਵਾਈ ਜਾਵੇ ਅਤੇ ਦੋਸ਼ੀਆਂ ਖਿਲਾਫ਼ ਸਖ਼ਤ ਕਾਰਵਾਈ ਕੀਤੀ ਜਾਵੇ। ਇਸ ਮੌਕੇ ਪਿੰਡ ਵਾਸੀਆਂ ਨੇ ਦੱਸਿਆ ਕਿ ਪਿਛਲੇ ਕਈ ਸਮੇਂ ਤੋਂ ਇਹ ਸਮੱਸਿਆ ਚੱਲ ਰਹੀ ਹੈ ਪਰ ਹਾਲੇ ਤੱਕ ਕੋਈ ਹੱਲ ਨਹੀਂ ਹੋਇਆ। ਉਨ੍ਹਾਂ ਕਿਹਾ ਕਿ ਜੇਕਰ ਜਲਦ ਕਾਰਵਾਈ ਨਾ ਹੋਈ ਤਾਂ ਸੰਘਰਸ਼ ਤੇਜ਼ ਕੀਤਾ ਜਾਵੇਗਾ।: [255, 689, 307, 739]
- box-left-callout: ਅਧਿਕਾਰਤ ਕਲੋਨੀਆਂ ਦੀਆਂ ਰਜਿਸਟਰੀਆਂ ਕਰਨ ਜਾਂ ਕੀ ਖ਼ੁੜ ਜਾਂ ਕੀ ਬਣਦਾ ਕੀ ਬਣਦਾ ਹੈ ਤੇ ਕੀ ਹਰ ਵਾਲ ਕਰਦੇ ਹਨ: [3, 632, 61, 672]
- article-muktsar-col3: ਪੰਜਾਬ ਦਾ ਖੁਲਾਸਾ ਸ੍ਰੀ ਮੁਕਤਸਰ ਸਾਹਿਬ ਜ਼ਿਲ੍ਹੇ ਦੇ ਵੱਖ-ਵੱਖ ਪਿੰਡਾਂ ਵਿੱਚ ਲੋਕਾਂ ਨੇ ਪ੍ਰਸ਼ਾਸਨ ਤੋਂ ਮੰਗ ਕੀਤੀ ਕਿ ਇਸ ਮਾਮਲੇ ਦੀ ਨਿਰਪੱਖ ਜਾਂਚ ਕਰਵਾਈ ਜਾਵੇ ਅਤੇ ਦੋਸ਼ੀਆਂ ਖਿਲਾਫ਼ ਸਖ਼ਤ ਕਾਰਵਾਈ ਕੀਤੀ ਜਾਵੇ। ਇਸ ਮੌਕੇ ਪਿੰਡ ਵਾਸੀਆਂ ਨੇ ਦੱਸਿਆ ਕਿ ਪਿਛਲੇ ਕਈ ਸਮੇਂ ਤੋਂ ਇਹ ਸਮੱਸਿਆ ਚੱਲ ਰਹੀ ਹੈ ਪਰ ਹਾਲੇ ਤੱਕ ਕੋਈ ਹੱਲ ਨਹੀਂ ਹੋਇਆ। ਉਨ੍ਹਾਂ ਕਿਹਾ ਕਿ ਜੇਕਰ ਜਲਦ ਕਾਰਵਾਈ ਨਾ ਹੋਈ ਤਾਂ ਸੰਘਰਸ਼ ਤੇਜ਼ ਕੀਤਾ ਜਾਵੇਗਾ।: [170, 380, 220, 435]
- article-center-mid-col1: ਪੰਜਾਬ ਦਾ ਖੁਲਾਸਾ ਪੰਜਾਬ ਦਾ ਖੁਲਾਸਾ ਸ੍ਰੀ ਮੁਕਤਸਰ ਸਾਹਿਬ ਜ਼ਿਲ੍ਹੇ ਦੇ ਵੱਖ-ਵੱਖ ਪਿੰਡਾਂ ਵਿੱਚ ਲੋਕਾਂ ਨੇ ਪ੍ਰਸ਼ਾਸਨ ਤੋਂ ਮੰਗ ਕੀਤੀ ਕਿ ਇਸ ਮਾਮਲੇ ਦੀ ਨਿਰਪੱਖ ਜਾਂਚ ਕਰਵਾਈ ਜਾਵੇ ਅਤੇ ਦੋਸ਼ੀਆਂ ਖਿਲਾਫ਼ ਸਖ਼ਤ ਕਾਰਵਾਈ ਕੀਤੀ ਜਾਵੇ। ਇਸ ਮੌਕੇ ਪਿੰਡ ਵਾਸੀਆਂ ਨੇ ਦੱਸਿਆ ਕਿ ਪਿਛਲੇ ਕਈ ਸਮੇਂ ਤੋਂ ਇਹ ਸਮੱਸਿਆ ਚੱਲ ਰਹੀ ਹੈ ਪਰ ਹਾਲੇ ਤੱਕ ਕੋਈ ਹੱਲ ਨਹੀਂ ਹੋਇਆ। ਉਨ੍ਹਾਂ ਕਿਹਾ ਕਿ ਜੇਕਰ ਜਲਦ ਕਾਰਵਾਈ ਨਾ ਹੋਈ ਤਾਂ ਸੰਘਰਸ਼ ਤੇਜ਼ ਕੀਤਾ ਜਾਵੇਗਾ। ਪੰਜਾਬ ਦਾ ਖੁਲਾਸਾ ਸ੍ਰੀ ਮੁਕਤਸਰ ਸਾਹਿਬ ਜ਼ਿਲ੍ਹੇ ਦੇ ਵੱਖ-ਵੱਖ ਪਿੰਡਾਂ ਵਿੱਚ ਲੋਕਾਂ ਨੇ ਪ੍ਰਸ਼ਾਸਨ ਤੋਂ ਮੰਗ ਕੀਤੀ ਕਿ ਇਸ ਮਾਮਲੇ ਦੀ ਨਿਰਪੱਖ ਜਾਂਚ ਕਰਵਾਈ ਜਾਵੇ ਅਤੇ ਦੋਸ਼ੀਆਂ ਖਿਲਾਫ਼ ਸਖ਼ਤ ਕਾਰਵਾਈ ਕੀਤੀ ਜਾਵੇ। ਇਸ ਮੌਕੇ ਪਿੰਡ ਵਾਸੀਆਂ ਨੇ ਦੱਸਿਆ ਕਿ ਪਿਛਲੇ ਕਈ ਸਮੇਂ ਤੋਂ ਇਹ ਸਮੱਸਿਆ ਚੱਲ ਰਹੀ ਹੈ ਪਰ ਹਾਲੇ ਤੱਕ ਕੋਈ ਹੱਲ ਨਹੀਂ ਹੋਇਆ। ਉਨ੍ਹਾਂ ਕਿਹਾ ਕਿ ਜੇਕਰ ਜਲਦ ਕਾਰਵਾਈ ਨਾ ਹੋਈ ਤਾਂ ਸੰਘਰਸ਼ ਤੇਜ਼ ਕੀਤਾ ਜਾਵੇਗਾ।: [294, 378, 362, 458]
- facebook-icon: f: [124, 92, 133, 101]
- photo-victim-2: [436, 138, 498, 200]
- photo-man-portrait: [56, 380, 114, 444]
- photo-protest-group: [226, 378, 290, 434]
- weekly-label: Weekly: [298, 55, 319, 61]
- info-row-volume: ਅੰਕ ਨੰਬਰ (Voloum) : 45: [4, 26, 90, 42]
- headline-right-mid-sub: ਸਮਾਜ ਦੇ ਲੋਕਾਂ ਨੇ ਇੱਕਠੇ ਹੋ ਕੇ ਪਰਿਵਾਰ ਨਾਲ ਦੁੱਖ ਸਾਂਝਾ ਕੀਤਾ: [368, 369, 466, 374]
- headline-bottom-right: ਆਪਣਾ ਸਿੱਗ ਢੱਕ ਕੇ ਚੁੱਪੀ ਵੱਟਣਾ ਕਿੱਧਰ ਦਾ ਪ੍ਰਸ਼ਾਸਨ: [255, 549, 436, 560]
- issue-info-box: [3, 25, 91, 89]
- article-bottom-left-col3: ਪੰਜਾਬ ਦਾ ਖੁਲਾਸਾ ਸ੍ਰੀ ਮੁਕਤਸਰ ਸਾਹਿਬ ਜ਼ਿਲ੍ਹੇ ਦੇ ਵੱਖ-ਵੱਖ ਪਿੰਡਾਂ ਵਿੱਚ ਲੋਕਾਂ ਨੇ ਪ੍ਰਸ਼ਾਸਨ ਤੋਂ ਮੰਗ ਕੀਤੀ ਕਿ ਇਸ ਮਾਮਲੇ ਦੀ ਨਿਰਪੱਖ ਜਾਂਚ ਕਰਵਾਈ ਜਾਵੇ ਅਤੇ ਦੋਸ਼ੀਆਂ ਖਿਲਾਫ਼ ਸਖ਼ਤ ਕਾਰਵਾਈ ਕੀਤੀ ਜਾਵੇ। ਇਸ ਮੌਕੇ ਪਿੰਡ ਵਾਸੀਆਂ ਨੇ ਦੱਸਿਆ ਕਿ ਪਿਛਲੇ ਕਈ ਸਮੇਂ ਤੋਂ ਇਹ ਸਮੱਸਿਆ ਚੱਲ ਰਹੀ ਹੈ ਪਰ ਹਾਲੇ ਤੱਕ ਕੋਈ ਹੱਲ ਨਹੀਂ ਹੋਇਆ। ਉਨ੍ਹਾਂ ਕਿਹਾ ਕਿ ਜੇਕਰ ਜਲਦ ਕਾਰਵਾਈ ਨਾ ਹੋਈ ਤਾਂ ਸੰਘਰਸ਼ ਤੇਜ਼ ਕੀਤਾ ਜਾਵੇਗਾ। ਪੰਜਾਬ ਦਾ ਖੁਲਾਸਾ ਸ੍ਰੀ ਮੁਕਤਸਰ ਸਾਹਿਬ ਜ਼ਿਲ੍ਹੇ ਦੇ ਵੱਖ-ਵੱਖ ਪਿੰਡਾਂ ਵਿੱਚ ਲੋਕਾਂ ਨੇ ਪ੍ਰਸ਼ਾਸਨ ਤੋਂ ਮੰਗ ਕੀਤੀ ਕਿ ਇਸ ਮਾਮਲੇ ਦੀ ਨਿਰਪੱਖ ਜਾਂਚ ਕਰਵਾਈ ਜਾਵੇ ਅਤੇ ਦੋਸ਼ੀਆਂ ਖਿਲਾਫ਼ ਸਖ਼ਤ ਕਾਰਵਾਈ ਕੀਤੀ ਜਾਵੇ। ਇਸ ਮੌਕੇ ਪਿੰਡ ਵਾਸੀਆਂ ਨੇ ਦੱਸਿਆ ਕਿ ਪਿਛਲੇ ਕਈ ਸਮੇਂ ਤੋਂ ਇਹ ਸਮੱਸਿਆ ਚੱਲ ਰਹੀ ਹੈ ਪਰ ਹਾਲੇ ਤੱਕ ਕੋਈ ਹੱਲ ਨਹੀਂ ਹੋਇਆ। ਉਨ੍ਹਾਂ ਕਿਹਾ ਕਿ ਜੇਕਰ ਜਲਦ ਕਾਰਵਾਈ ਨਾ ਹੋਈ ਤਾਂ ਸੰਘਰਸ਼ ਤੇਜ਼ ਕੀਤਾ ਜਾਵੇਗਾ। ਪੰਜਾਬ ਦਾ ਖੁਲਾਸਾ ਸ੍ਰੀ ਮੁਕਤਸਰ ਸਾਹਿਬ ਜ਼ਿਲ੍ਹੇ ਦੇ ਵੱਖ-ਵੱਖ ਪਿੰਡਾਂ ਵਿੱਚ ਲੋਕਾਂ ਨੇ ਪ੍ਰਸ਼ਾਸਨ ਤੋਂ ਮੰਗ ਕੀਤੀ ਕਿ ਇਸ ਮਾਮਲੇ ਦੀ ਨਿਰਪੱਖ ਜਾਂਚ ਕਰਵਾਈ ਜਾਵੇ ਅਤੇ ਦੋਸ਼ੀਆਂ ਖਿਲਾਫ਼ ਸਖ਼ਤ ਕਾਰਵਾਈ ਕੀਤੀ ਜਾਵੇ। ਇਸ ਮੌਕੇ ਪਿੰਡ ਵਾਸੀਆਂ ਨੇ ਦੱਸਿਆ ਕਿ ਪਿਛਲੇ ਕਈ ਸਮੇਂ ਤੋਂ ਇਹ ਸਮੱਸਿਆ ਚੱਲ ਰਹੀ ਹੈ ਪਰ ਹਾਲੇ ਤੱਕ ਕੋਈ ਹੱਲ ਨਹੀਂ ਹੋਇਆ। ਉਨ੍ਹਾਂ ਕਿਹਾ ਕਿ ਜੇਕਰ ਜਲਦ ਕਾਰਵਾਈ ਨਾ ਹੋਈ ਤਾਂ ਸੰਘਰਸ਼ ਤੇਜ਼ ਕੀਤਾ ਜਾਵੇਗਾ।: [127, 590, 187, 732]
- headline-photo-caption-mid: ਇੱਕ ਮਹੀਨੇ ਤੋਂ ਪ੍ਰੀਤ ਬੀਤ ਜਾਣ ਦੇ ਬਾਵਜੂਦ ਵੀ ਪੁਲਿਸ ਵੱਲੋਂ ਨਹੀਂ ਕੀਤੀ ਗਈ ਕੋਈ ਕਾਰਵਾਈ: [56, 453, 210, 466]
- article-muktsar-col1: ਪੰਜਾਬ ਦਾ ਖੁਲਾਸਾ ਪੰਜਾਬ ਦਾ ਖੁਲਾਸਾ ਸ੍ਰੀ ਮੁਕਤਸਰ ਸਾਹਿਬ ਜ਼ਿਲ੍ਹੇ ਦੇ ਵੱਖ-ਵੱਖ ਪਿੰਡਾਂ ਵਿੱਚ ਲੋਕਾਂ ਨੇ ਪ੍ਰਸ਼ਾਸਨ ਤੋਂ ਮੰਗ ਕੀਤੀ ਕਿ ਇਸ ਮਾਮਲੇ ਦੀ ਨਿਰਪੱਖ ਜਾਂਚ ਕਰਵਾਈ ਜਾਵੇ ਅਤੇ ਦੋਸ਼ੀਆਂ ਖਿਲਾਫ਼ ਸਖ਼ਤ ਕਾਰਵਾਈ ਕੀਤੀ ਜਾਵੇ। ਇਸ ਮੌਕੇ ਪਿੰਡ ਵਾਸੀਆਂ ਨੇ ਦੱਸਿਆ ਕਿ ਪਿਛਲੇ ਕਈ ਸਮੇਂ ਤੋਂ ਇਹ ਸਮੱਸਿਆ ਚੱਲ ਰਹੀ ਹੈ ਪਰ ਹਾਲੇ ਤੱਕ ਕੋਈ ਹੱਲ ਨਹੀਂ ਹੋਇਆ। ਉਨ੍ਹਾਂ ਕਿਹਾ ਕਿ ਜੇਕਰ ਜਲਦ ਕਾਰਵਾਈ ਨਾ ਹੋਈ ਤਾਂ ਸੰਘਰਸ਼ ਤੇਜ਼ ਕੀਤਾ ਜਾਵੇਗਾ। ਪੰਜਾਬ ਦਾ ਖੁਲਾਸਾ ਸ੍ਰੀ ਮੁਕਤਸਰ ਸਾਹਿਬ ਜ਼ਿਲ੍ਹੇ ਦੇ ਵੱਖ-ਵੱਖ ਪਿੰਡਾਂ ਵਿੱਚ ਲੋਕਾਂ ਨੇ ਪ੍ਰਸ਼ਾਸਨ ਤੋਂ ਮੰਗ ਕੀਤੀ ਕਿ ਇਸ ਮਾਮਲੇ ਦੀ ਨਿਰਪੱਖ ਜਾਂਚ ਕਰਵਾਈ ਜਾਵੇ ਅਤੇ ਦੋਸ਼ੀਆਂ ਖਿਲਾਫ਼ ਸਖ਼ਤ ਕਾਰਵਾਈ ਕੀਤੀ ਜਾਵੇ। ਇਸ ਮੌਕੇ ਪਿੰਡ ਵਾਸੀਆਂ ਨੇ ਦੱਸਿਆ ਕਿ ਪਿਛਲੇ ਕਈ ਸਮੇਂ ਤੋਂ ਇਹ ਸਮੱਸਿਆ ਚੱਲ ਰਹੀ ਹੈ ਪਰ ਹਾਲੇ ਤੱਕ ਕੋਈ ਹੱਲ ਨਹੀਂ ਹੋਇਆ। ਉਨ੍ਹਾਂ ਕਿਹਾ ਕਿ ਜੇਕਰ ਜਲਦ ਕਾਰਵਾਈ ਨਾ ਹੋਈ ਤਾਂ ਸੰਘਰਸ਼ ਤੇਜ਼ ਕੀਤਾ ਜਾਵੇਗਾ।: [3, 380, 53, 497]
- article-bottom-right-col1: ਪੰਜਾਬ ਦਾ ਖੁਲਾਸਾ ਪੰਜਾਬ ਦਾ ਖੁਲਾਸਾ ਸ੍ਰੀ ਮੁਕਤਸਰ ਸਾਹਿਬ ਜ਼ਿਲ੍ਹੇ ਦੇ ਵੱਖ-ਵੱਖ ਪਿੰਡਾਂ ਵਿੱਚ ਲੋਕਾਂ ਨੇ ਪ੍ਰਸ਼ਾਸਨ ਤੋਂ ਮੰਗ ਕੀਤੀ ਕਿ ਇਸ ਮਾਮਲੇ ਦੀ ਨਿਰਪੱਖ ਜਾਂਚ ਕਰਵਾਈ ਜਾਵੇ ਅਤੇ ਦੋਸ਼ੀਆਂ ਖਿਲਾਫ਼ ਸਖ਼ਤ ਕਾਰਵਾਈ ਕੀਤੀ ਜਾਵੇ। ਇਸ ਮੌਕੇ ਪਿੰਡ ਵਾਸੀਆਂ ਨੇ ਦੱਸਿਆ ਕਿ ਪਿਛਲੇ ਕਈ ਸਮੇਂ ਤੋਂ ਇਹ ਸਮੱਸਿਆ ਚੱਲ ਰਹੀ ਹੈ ਪਰ ਹਾਲੇ ਤੱਕ ਕੋਈ ਹੱਲ ਨਹੀਂ ਹੋਇਆ। ਉਨ੍ਹਾਂ ਕਿਹਾ ਕਿ ਜੇਕਰ ਜਲਦ ਕਾਰਵਾਈ ਨਾ ਹੋਈ ਤਾਂ ਸੰਘਰਸ਼ ਤੇਜ਼ ਕੀਤਾ ਜਾਵੇਗਾ।: [255, 586, 307, 641]
- ad-footer: ਮੁੱਖ ਸੰਪਾਦਕ ਮਨਪ੍ਰੀਤ ਸਿੰਘ: [433, 51, 474, 57]
- photo-pm-modi: [82, 138, 168, 201]
- photo-land-document-1: [310, 586, 365, 650]
- reg-number: R.N.I Regd. No. PUNPUN /2022/ 83634: [4, 3, 99, 8]
- email-link[interactable]: E.mail.punjabdakhulasa1313@gmail.com: [306, 94, 436, 100]
- article-bottom-right-col4: ਪੰਜਾਬ ਦਾ ਖੁਲਾਸਾ ਸ੍ਰੀ ਮੁਕਤਸਰ ਸਾਹਿਬ ਜ਼ਿਲ੍ਹੇ ਦੇ ਵੱਖ-ਵੱਖ ਪਿੰਡਾਂ ਵਿੱਚ ਲੋਕਾਂ ਨੇ ਪ੍ਰਸ਼ਾਸਨ ਤੋਂ ਮੰਗ ਕੀਤੀ ਕਿ ਇਸ ਮਾਮਲੇ ਦੀ ਨਿਰਪੱਖ ਜਾਂਚ ਕਰਵਾਈ ਜਾਵੇ ਅਤੇ ਦੋਸ਼ੀਆਂ ਖਿਲਾਫ਼ ਸਖ਼ਤ ਕਾਰਵਾਈ ਕੀਤੀ ਜਾਵੇ। ਇਸ ਮੌਕੇ ਪਿੰਡ ਵਾਸੀਆਂ ਨੇ ਦੱਸਿਆ ਕਿ ਪਿਛਲੇ ਕਈ ਸਮੇਂ ਤੋਂ ਇਹ ਸਮੱਸਿਆ ਚੱਲ ਰਹੀ ਹੈ ਪਰ ਹਾਲੇ ਤੱਕ ਕੋਈ ਹੱਲ ਨਹੀਂ ਹੋਇਆ। ਉਨ੍ਹਾਂ ਕਿਹਾ ਕਿ ਜੇਕਰ ਜਲਦ ਕਾਰਵਾਈ ਨਾ ਹੋਈ ਤਾਂ ਸੰਘਰਸ਼ ਤੇਜ਼ ਕੀਤਾ ਜਾਵੇਗਾ। ਪੰਜਾਬ ਦਾ ਖੁਲਾਸਾ ਸ੍ਰੀ ਮੁਕਤਸਰ ਸਾਹਿਬ ਜ਼ਿਲ੍ਹੇ ਦੇ ਵੱਖ-ਵੱਖ ਪਿੰਡਾਂ ਵਿੱਚ ਲੋਕਾਂ ਨੇ ਪ੍ਰਸ਼ਾਸਨ ਤੋਂ ਮੰਗ ਕੀਤੀ ਕਿ ਇਸ ਮਾਮਲੇ ਦੀ ਨਿਰਪੱਖ ਜਾਂਚ ਕਰਵਾਈ ਜਾਵੇ ਅਤੇ ਦੋਸ਼ੀਆਂ ਖਿਲਾਫ਼ ਸਖ਼ਤ ਕਾਰਵਾਈ ਕੀਤੀ ਜਾਵੇ। ਇਸ ਮੌਕੇ ਪਿੰਡ ਵਾਸੀਆਂ ਨੇ ਦੱਸਿਆ ਕਿ ਪਿਛਲੇ ਕਈ ਸਮੇਂ ਤੋਂ ਇਹ ਸਮੱਸਿਆ ਚੱਲ ਰਹੀ ਹੈ ਪਰ ਹਾਲੇ ਤੱਕ ਕੋਈ ਹੱਲ ਨਹੀਂ ਹੋਇਆ। ਉਨ੍ਹਾਂ ਕਿਹਾ ਕਿ ਜੇਕਰ ਜਲਦ ਕਾਰਵਾਈ ਨਾ ਹੋਈ ਤਾਂ ਸੰਘਰਸ਼ ਤੇਜ਼ ਕੀਤਾ ਜਾਵੇਗਾ।: [368, 653, 423, 747]
- place-label: ਸ੍ਰੀ ਮੁਕਤਸਰ ਸਾਹਿਬ: [175, 187, 208, 192]
- byline: ਪੰਜਾਬ ਦਾ ਖੁਲਾਸਾ: [29, 138, 52, 142]
- ad-phone: 92163-96901: [435, 43, 472, 50]
- ad-body: ਅਖਬਾਰ ਪੰਜਾਬ ਦਾ ਖੁਲਾਸਾ ਨੂੰ ਪੰਜਾਬ ਦੇ ਵੱਖ-ਵੱਖ ਜ਼ਿਲ੍ਹਿਆਂ ਵਿੱਚ ਰਿਪੋਰਟਰਾਂ ਦੀ ਲੋੜ ਹੈ। ਚਾਹਵਾਨ ਸੰਪਰਕ ਕਰਨ: [414, 31, 493, 40]
- article-bottom-right-col3: ਪੰਜਾਬ ਦਾ ਖੁਲਾਸਾ ਸ੍ਰੀ ਮੁਕਤਸਰ ਸਾਹਿਬ ਜ਼ਿਲ੍ਹੇ ਦੇ ਵੱਖ-ਵੱਖ ਪਿੰਡਾਂ ਵਿੱਚ ਲੋਕਾਂ ਨੇ ਪ੍ਰਸ਼ਾਸਨ ਤੋਂ ਮੰਗ ਕੀਤੀ ਕਿ ਇਸ ਮਾਮਲੇ ਦੀ ਨਿਰਪੱਖ ਜਾਂਚ ਕਰਵਾਈ ਜਾਵੇ ਅਤੇ ਦੋਸ਼ੀਆਂ ਖਿਲਾਫ਼ ਸਖ਼ਤ ਕਾਰਵਾਈ ਕੀਤੀ ਜਾਵੇ। ਇਸ ਮੌਕੇ ਪਿੰਡ ਵਾਸੀਆਂ ਨੇ ਦੱਸਿਆ ਕਿ ਪਿਛਲੇ ਕਈ ਸਮੇਂ ਤੋਂ ਇਹ ਸਮੱਸਿਆ ਚੱਲ ਰਹੀ ਹੈ ਪਰ ਹਾਲੇ ਤੱਕ ਕੋਈ ਹੱਲ ਨਹੀਂ ਹੋਇਆ। ਉਨ੍ਹਾਂ ਕਿਹਾ ਕਿ ਜੇਕਰ ਜਲਦ ਕਾਰਵਾਈ ਨਾ ਹੋਈ ਤਾਂ ਸੰਘਰਸ਼ ਤੇਜ਼ ਕੀਤਾ ਜਾਵੇਗਾ। ਪੰਜਾਬ ਦਾ ਖੁਲਾਸਾ ਸ੍ਰੀ ਮੁਕਤਸਰ ਸਾਹਿਬ ਜ਼ਿਲ੍ਹੇ ਦੇ ਵੱਖ-ਵੱਖ ਪਿੰਡਾਂ ਵਿੱਚ ਲੋਕਾਂ ਨੇ ਪ੍ਰਸ਼ਾਸਨ ਤੋਂ ਮੰਗ ਕੀਤੀ ਕਿ ਇਸ ਮਾਮਲੇ ਦੀ ਨਿਰਪੱਖ ਜਾਂਚ ਕਰਵਾਈ ਜਾਵੇ ਅਤੇ ਦੋਸ਼ੀਆਂ ਖਿਲਾਫ਼ ਸਖ਼ਤ ਕਾਰਵਾਈ ਕੀਤੀ ਜਾਵੇ। ਇਸ ਮੌਕੇ ਪਿੰਡ ਵਾਸੀਆਂ ਨੇ ਦੱਸਿਆ ਕਿ ਪਿਛਲੇ ਕਈ ਸਮੇਂ ਤੋਂ ਇਹ ਸਮੱਸਿਆ ਚੱਲ ਰਹੀ ਹੈ ਪਰ ਹਾਲੇ ਤੱਕ ਕੋਈ ਹੱਲ ਨਹੀਂ ਹੋਇਆ। ਉਨ੍ਹਾਂ ਕਿਹਾ ਕਿ ਜੇਕਰ ਜਲਦ ਕਾਰਵਾਈ ਨਾ ਹੋਈ ਤਾਂ ਸੰਘਰਸ਼ ਤੇਜ਼ ਕੀਤਾ ਜਾਵੇਗਾ।: [310, 653, 365, 747]
- article-bottom-left-col1b: ਪੰਜਾਬ ਦਾ ਖੁਲਾਸਾ ਸ੍ਰੀ ਮੁਕਤਸਰ ਸਾਹਿਬ ਜ਼ਿਲ੍ਹੇ ਦੇ ਵੱਖ-ਵੱਖ ਪਿੰਡਾਂ ਵਿੱਚ ਲੋਕਾਂ ਨੇ ਪ੍ਰਸ਼ਾਸਨ ਤੋਂ ਮੰਗ ਕੀਤੀ ਕਿ ਇਸ ਮਾਮਲੇ ਦੀ ਨਿਰਪੱਖ ਜਾਂਚ ਕਰਵਾਈ ਜਾਵੇ ਅਤੇ ਦੋਸ਼ੀਆਂ ਖਿਲਾਫ਼ ਸਖ਼ਤ ਕਾਰਵਾਈ ਕੀਤੀ ਜਾਵੇ। ਇਸ ਮੌਕੇ ਪਿੰਡ ਵਾਸੀਆਂ ਨੇ ਦੱਸਿਆ ਕਿ ਪਿਛਲੇ ਕਈ ਸਮੇਂ ਤੋਂ ਇਹ ਸਮੱਸਿਆ ਚੱਲ ਰਹੀ ਹੈ ਪਰ ਹਾਲੇ ਤੱਕ ਕੋਈ ਹੱਲ ਨਹੀਂ ਹੋਇਆ। ਉਨ੍ਹਾਂ ਕਿਹਾ ਕਿ ਜੇਕਰ ਜਲਦ ਕਾਰਵਾਈ ਨਾ ਹੋਈ ਤਾਂ ਸੰਘਰਸ਼ ਤੇਜ਼ ਕੀਤਾ ਜਾਵੇਗਾ।: [3, 674, 61, 720]
- article-top-right-col1: ਪੰਜਾਬ ਦਾ ਖੁਲਾਸਾ ਪੰਜਾਬ ਦਾ ਖੁਲਾਸਾ ਸ੍ਰੀ ਮੁਕਤਸਰ ਸਾਹਿਬ ਜ਼ਿਲ੍ਹੇ ਦੇ ਵੱਖ-ਵੱਖ ਪਿੰਡਾਂ ਵਿੱਚ ਲੋਕਾਂ ਨੇ ਪ੍ਰਸ਼ਾਸਨ ਤੋਂ ਮੰਗ ਕੀਤੀ ਕਿ ਇਸ ਮਾਮਲੇ ਦੀ ਨਿਰਪੱਖ ਜਾਂਚ ਕਰਵਾਈ ਜਾਵੇ ਅਤੇ ਦੋਸ਼ੀਆਂ ਖਿਲਾਫ਼ ਸਖ਼ਤ ਕਾਰਵਾਈ ਕੀਤੀ ਜਾਵੇ। ਇਸ ਮੌਕੇ ਪਿੰਡ ਵਾਸੀਆਂ ਨੇ ਦੱਸਿਆ ਕਿ ਪਿਛਲੇ ਕਈ ਸਮੇਂ ਤੋਂ ਇਹ ਸਮੱਸਿਆ ਚੱਲ ਰਹੀ ਹੈ ਪਰ ਹਾਲੇ ਤੱਕ ਕੋਈ ਹੱਲ ਨਹੀਂ ਹੋਇਆ। ਉਨ੍ਹਾਂ ਕਿਹਾ ਕਿ ਜੇਕਰ ਜਲਦ ਕਾਰਵਾਈ ਨਾ ਹੋਈ ਤਾਂ ਸੰਘਰਸ਼ ਤੇਜ਼ ਕੀਤਾ ਜਾਵੇਗਾ। ਪੰਜਾਬ ਦਾ ਖੁਲਾਸਾ ਸ੍ਰੀ ਮੁਕਤਸਰ ਸਾਹਿਬ ਜ਼ਿਲ੍ਹੇ ਦੇ ਵੱਖ-ਵੱਖ ਪਿੰਡਾਂ ਵਿੱਚ ਲੋਕਾਂ ਨੇ ਪ੍ਰਸ਼ਾਸਨ ਤੋਂ ਮੰਗ ਕੀਤੀ ਕਿ ਇਸ ਮਾਮਲੇ ਦੀ ਨਿਰਪੱਖ ਜਾਂਚ ਕਰਵਾਈ ਜਾਵੇ ਅਤੇ ਦੋਸ਼ੀਆਂ ਖਿਲਾਫ਼ ਸਖ਼ਤ ਕਾਰਵਾਈ ਕੀਤੀ ਜਾਵੇ। ਇਸ ਮੌਕੇ ਪਿੰਡ ਵਾਸੀਆਂ ਨੇ ਦੱਸਿਆ ਕਿ ਪਿਛਲੇ ਕਈ ਸਮੇਂ ਤੋਂ ਇਹ ਸਮੱਸਿਆ ਚੱਲ ਰਹੀ ਹੈ ਪਰ ਹਾਲੇ ਤੱਕ ਕੋਈ ਹੱਲ ਨਹੀਂ ਹੋਇਆ। ਉਨ੍ਹਾਂ ਕਿਹਾ ਕਿ ਜੇਕਰ ਜਲਦ ਕਾਰਵਾਈ ਨਾ ਹੋਈ ਤਾਂ ਸੰਘਰਸ਼ ਤੇਜ਼ ਕੀਤਾ ਜਾਵੇਗਾ। ਪੰਜਾਬ ਦਾ ਖੁਲਾਸਾ ਸ੍ਰੀ ਮੁਕਤਸਰ ਸਾਹਿਬ ਜ਼ਿਲ੍ਹੇ ਦੇ ਵੱਖ-ਵੱਖ ਪਿੰਡਾਂ ਵਿੱਚ ਲੋਕਾਂ ਨੇ ਪ੍ਰਸ਼ਾਸਨ ਤੋਂ ਮੰਗ ਕੀਤੀ ਕਿ ਇਸ ਮਾਮਲੇ ਦੀ ਨਿਰਪੱਖ ਜਾਂਚ ਕਰਵਾਈ ਜਾਵੇ ਅਤੇ ਦੋਸ਼ੀਆਂ ਖਿਲਾਫ਼ ਸਖ਼ਤ ਕਾਰਵਾਈ ਕੀਤੀ ਜਾਵੇ। ਇਸ ਮੌਕੇ ਪਿੰਡ ਵਾਸੀਆਂ ਨੇ ਦੱਸਿਆ ਕਿ ਪਿਛਲੇ ਕਈ ਸਮੇਂ ਤੋਂ ਇਹ ਸਮੱਸਿਆ ਚੱਲ ਰਹੀ ਹੈ ਪਰ ਹਾਲੇ ਤੱਕ ਕੋਈ ਹੱਲ ਨਹੀਂ ਹੋਇਆ। ਉਨ੍ਹਾਂ ਕਿਹਾ ਕਿ ਜੇਕਰ ਜਲਦ ਕਾਰਵਾਈ ਨਾ ਹੋਈ ਤਾਂ ਸੰਘਰਸ਼ ਤੇਜ਼ ਕੀਤਾ ਜਾਵੇਗਾ।: [322, 138, 367, 326]
- weekly-line: [298, 55, 380, 61]
- headline-muktsar: ਸ੍ਰੀ ਮੁਕਤਸਰ ਸਾਹਿਬ ਦੀ ਸਥਿਤੀ ਰੱਖ ਆਸਰੇ: [3, 351, 153, 361]
- article-top-left-col3: ਪੰਜਾਬ ਦਾ ਖੁਲਾਸਾ ਸ੍ਰੀ ਮੁਕਤਸਰ ਸਾਹਿਬ ਜ਼ਿਲ੍ਹੇ ਦੇ ਵੱਖ-ਵੱਖ ਪਿੰਡਾਂ ਵਿੱਚ ਲੋਕਾਂ ਨੇ ਪ੍ਰਸ਼ਾਸਨ ਤੋਂ ਮੰਗ ਕੀਤੀ ਕਿ ਇਸ ਮਾਮਲੇ ਦੀ ਨਿਰਪੱਖ ਜਾਂਚ ਕਰਵਾਈ ਜਾਵੇ ਅਤੇ ਦੋਸ਼ੀਆਂ ਖਿਲਾਫ਼ ਸਖ਼ਤ ਕਾਰਵਾਈ ਕੀਤੀ ਜਾਵੇ। ਇਸ ਮੌਕੇ ਪਿੰਡ ਵਾਸੀਆਂ ਨੇ ਦੱਸਿਆ ਕਿ ਪਿਛਲੇ ਕਈ ਸਮੇਂ ਤੋਂ ਇਹ ਸਮੱਸਿਆ ਚੱਲ ਰਹੀ ਹੈ ਪਰ ਹਾਲੇ ਤੱਕ ਕੋਈ ਹੱਲ ਨਹੀਂ ਹੋਇਆ। ਉਨ੍ਹਾਂ ਕਿਹਾ ਕਿ ਜੇਕਰ ਜਲਦ ਕਾਰਵਾਈ ਨਾ ਹੋਈ ਤਾਂ ਸੰਘਰਸ਼ ਤੇਜ਼ ਕੀਤਾ ਜਾਵੇਗਾ। ਪੰਜਾਬ ਦਾ ਖੁਲਾਸਾ ਸ੍ਰੀ ਮੁਕਤਸਰ ਸਾਹਿਬ ਜ਼ਿਲ੍ਹੇ ਦੇ ਵੱਖ-ਵੱਖ ਪਿੰਡਾਂ ਵਿੱਚ ਲੋਕਾਂ ਨੇ ਪ੍ਰਸ਼ਾਸਨ ਤੋਂ ਮੰਗ ਕੀਤੀ ਕਿ ਇਸ ਮਾਮਲੇ ਦੀ ਨਿਰਪੱਖ ਜਾਂਚ ਕਰਵਾਈ ਜਾਵੇ ਅਤੇ ਦੋਸ਼ੀਆਂ ਖਿਲਾਫ਼ ਸਖ਼ਤ ਕਾਰਵਾਈ ਕੀਤੀ ਜਾਵੇ। ਇਸ ਮੌਕੇ ਪਿੰਡ ਵਾਸੀਆਂ ਨੇ ਦੱਸਿਆ ਕਿ ਪਿਛਲੇ ਕਈ ਸਮੇਂ ਤੋਂ ਇਹ ਸਮੱਸਿਆ ਚੱਲ ਰਹੀ ਹੈ ਪਰ ਹਾਲੇ ਤੱਕ ਕੋਈ ਹੱਲ ਨਹੀਂ ਹੋਇਆ। ਉਨ੍ਹਾਂ ਕਿਹਾ ਕਿ ਜੇਕਰ ਜਲਦ ਕਾਰਵਾਈ ਨਾ ਹੋਈ ਤਾਂ ਸੰਘਰਸ਼ ਤੇਜ਼ ਕੀਤਾ ਜਾਵੇਗਾ।: [126, 205, 168, 326]
- article-muktsar-col4: ਪੰਜਾਬ ਦਾ ਖੁਲਾਸਾ ਸ੍ਰੀ ਮੁਕਤਸਰ ਸਾਹਿਬ ਜ਼ਿਲ੍ਹੇ ਦੇ ਵੱਖ-ਵੱਖ ਪਿੰਡਾਂ ਵਿੱਚ ਲੋਕਾਂ ਨੇ ਪ੍ਰਸ਼ਾਸਨ ਤੋਂ ਮੰਗ ਕੀਤੀ ਕਿ ਇਸ ਮਾਮਲੇ ਦੀ ਨਿਰਪੱਖ ਜਾਂਚ ਕਰਵਾਈ ਜਾਵੇ ਅਤੇ ਦੋਸ਼ੀਆਂ ਖਿਲਾਫ਼ ਸਖ਼ਤ ਕਾਰਵਾਈ ਕੀਤੀ ਜਾਵੇ। ਇਸ ਮੌਕੇ ਪਿੰਡ ਵਾਸੀਆਂ ਨੇ ਦੱਸਿਆ ਕਿ ਪਿਛਲੇ ਕਈ ਸਮੇਂ ਤੋਂ ਇਹ ਸਮੱਸਿਆ ਚੱਲ ਰਹੀ ਹੈ ਪਰ ਹਾਲੇ ਤੱਕ ਕੋਈ ਹੱਲ ਨਹੀਂ ਹੋਇਆ। ਉਨ੍ਹਾਂ ਕਿਹਾ ਕਿ ਜੇਕਰ ਜਲਦ ਕਾਰਵਾਈ ਨਾ ਹੋਈ ਤਾਂ ਸੰਘਰਸ਼ ਤੇਜ਼ ਕੀਤਾ ਜਾਵੇਗਾ।: [56, 470, 108, 520]
- newspaper-title: ਪੰਜਾਬ ਦਾ ਖੁਲਾਸਾ: [123, 10, 377, 54]
- headline-top-right: ਫਿਰ ਤਿਰਾਸ਼ 'ਚ ਇੱਕੋ ਦਿਨ ਨਸ਼ੇ ਦੀ ਓਵਰਡੋਜ਼ ਨੇ ਦੋ ਮੌਤਾਂ, ਇੱਕ ਨੌਜਵਾਨ ਸੀ ਇੱਕ ਤਿੰਨ ਭੈਣਾਂ ਦਾ ਇਕਲੌਤਾ: [322, 106, 497, 125]
- info-row-year: ਸਾਲ (Year) : 02: [4, 42, 90, 58]
- weekly-name: PUNJAB DA KHULASA: [320, 55, 380, 61]
- website-link[interactable]: www.punjabdakhulasa.in: [13, 94, 93, 100]
- headline-bottom-left: ਅਨੇਕਾਂ ਅਣ-ਅਧਿਕਾਰਤ ਕਲੋਨੀਆਂ ਮਲੋਟ 'ਚ ਕੱਟੀਆਂ ਜਾ ਰਹੀਆ ਹਨ ਪਰ ਕਾਰਵਾਈ ਸਿਰਫ਼ ਇੱਕ ਕਲੋਨੀ ਖਿਲਾਫ਼: [3, 549, 247, 569]
- article-bottom-left-col2: ਪੰਜਾਬ ਦਾ ਖੁਲਾਸਾ ਸ੍ਰੀ ਮੁਕਤਸਰ ਸਾਹਿਬ ਜ਼ਿਲ੍ਹੇ ਦੇ ਵੱਖ-ਵੱਖ ਪਿੰਡਾਂ ਵਿੱਚ ਲੋਕਾਂ ਨੇ ਪ੍ਰਸ਼ਾਸਨ ਤੋਂ ਮੰਗ ਕੀਤੀ ਕਿ ਇਸ ਮਾਮਲੇ ਦੀ ਨਿਰਪੱਖ ਜਾਂਚ ਕਰਵਾਈ ਜਾਵੇ ਅਤੇ ਦੋਸ਼ੀਆਂ ਖਿਲਾਫ਼ ਸਖ਼ਤ ਕਾਰਵਾਈ ਕੀਤੀ ਜਾਵੇ। ਇਸ ਮੌਕੇ ਪਿੰਡ ਵਾਸੀਆਂ ਨੇ ਦੱਸਿਆ ਕਿ ਪਿਛਲੇ ਕਈ ਸਮੇਂ ਤੋਂ ਇਹ ਸਮੱਸਿਆ ਚੱਲ ਰਹੀ ਹੈ ਪਰ ਹਾਲੇ ਤੱਕ ਕੋਈ ਹੱਲ ਨਹੀਂ ਹੋਇਆ। ਉਨ੍ਹਾਂ ਕਿਹਾ ਕਿ ਜੇਕਰ ਜਲਦ ਕਾਰਵਾਈ ਨਾ ਹੋਈ ਤਾਂ ਸੰਘਰਸ਼ ਤੇਜ਼ ਕੀਤਾ ਜਾਵੇਗਾ। ਪੰਜਾਬ ਦਾ ਖੁਲਾਸਾ ਸ੍ਰੀ ਮੁਕਤਸਰ ਸਾਹਿਬ ਜ਼ਿਲ੍ਹੇ ਦੇ ਵੱਖ-ਵੱਖ ਪਿੰਡਾਂ ਵਿੱਚ ਲੋਕਾਂ ਨੇ ਪ੍ਰਸ਼ਾਸਨ ਤੋਂ ਮੰਗ ਕੀਤੀ ਕਿ ਇਸ ਮਾਮਲੇ ਦੀ ਨਿਰਪੱਖ ਜਾਂਚ ਕਰਵਾਈ ਜਾਵੇ ਅਤੇ ਦੋਸ਼ੀਆਂ ਖਿਲਾਫ਼ ਸਖ਼ਤ ਕਾਰਵਾਈ ਕੀਤੀ ਜਾਵੇ। ਇਸ ਮੌਕੇ ਪਿੰਡ ਵਾਸੀਆਂ ਨੇ ਦੱਸਿਆ ਕਿ ਪਿਛਲੇ ਕਈ ਸਮੇਂ ਤੋਂ ਇਹ ਸਮੱਸਿਆ ਚੱਲ ਰਹੀ ਹੈ ਪਰ ਹਾਲੇ ਤੱਕ ਕੋਈ ਹੱਲ ਨਹੀਂ ਹੋਇਆ। ਉਨ੍ਹਾਂ ਕਿਹਾ ਕਿ ਜੇਕਰ ਜਲਦ ਕਾਰਵਾਈ ਨਾ ਹੋਈ ਤਾਂ ਸੰਘਰਸ਼ ਤੇਜ਼ ਕੀਤਾ ਜਾਵੇਗਾ। ਪੰਜਾਬ ਦਾ ਖੁਲਾਸਾ ਸ੍ਰੀ ਮੁਕਤਸਰ ਸਾਹਿਬ ਜ਼ਿਲ੍ਹੇ ਦੇ ਵੱਖ-ਵੱਖ ਪਿੰਡਾਂ ਵਿੱਚ ਲੋਕਾਂ ਨੇ ਪ੍ਰਸ਼ਾਸਨ ਤੋਂ ਮੰਗ ਕੀਤੀ ਕਿ ਇਸ ਮਾਮਲੇ ਦੀ ਨਿਰਪੱਖ ਜਾਂਚ ਕਰਵਾਈ ਜਾਵੇ ਅਤੇ ਦੋਸ਼ੀਆਂ ਖਿਲਾਫ਼ ਸਖ਼ਤ ਕਾਰਵਾਈ ਕੀਤੀ ਜਾਵੇ। ਇਸ ਮੌਕੇ ਪਿੰਡ ਵਾਸੀਆਂ ਨੇ ਦੱਸਿਆ ਕਿ ਪਿਛਲੇ ਕਈ ਸਮੇਂ ਤੋਂ ਇਹ ਸਮੱਸਿਆ ਚੱਲ ਰਹੀ ਹੈ ਪਰ ਹਾਲੇ ਤੱਕ ਕੋਈ ਹੱਲ ਨਹੀਂ ਹੋਇਆ। ਉਨ੍ਹਾਂ ਕਿਹਾ ਕਿ ਜੇਕਰ ਜਲਦ ਕਾਰਵਾਈ ਨਾ ਹੋਈ ਤਾਂ ਸੰਘਰਸ਼ ਤੇਜ਼ ਕੀਤਾ ਜਾਵੇਗਾ।: [64, 590, 124, 732]
- article-muktsar-col2: ਪੰਜਾਬ ਦਾ ਖੁਲਾਸਾ ਸ੍ਰੀ ਮੁਕਤਸਰ ਸਾਹਿਬ ਜ਼ਿਲ੍ਹੇ ਦੇ ਵੱਖ-ਵੱਖ ਪਿੰਡਾਂ ਵਿੱਚ ਲੋਕਾਂ ਨੇ ਪ੍ਰਸ਼ਾਸਨ ਤੋਂ ਮੰਗ ਕੀਤੀ ਕਿ ਇਸ ਮਾਮਲੇ ਦੀ ਨਿਰਪੱਖ ਜਾਂਚ ਕਰਵਾਈ ਜਾਵੇ ਅਤੇ ਦੋਸ਼ੀਆਂ ਖਿਲਾਫ਼ ਸਖ਼ਤ ਕਾਰਵਾਈ ਕੀਤੀ ਜਾਵੇ। ਇਸ ਮੌਕੇ ਪਿੰਡ ਵਾਸੀਆਂ ਨੇ ਦੱਸਿਆ ਕਿ ਪਿਛਲੇ ਕਈ ਸਮੇਂ ਤੋਂ ਇਹ ਸਮੱਸਿਆ ਚੱਲ ਰਹੀ ਹੈ ਪਰ ਹਾਲੇ ਤੱਕ ਕੋਈ ਹੱਲ ਨਹੀਂ ਹੋਇਆ। ਉਨ੍ਹਾਂ ਕਿਹਾ ਕਿ ਜੇਕਰ ਜਲਦ ਕਾਰਵਾਈ ਨਾ ਹੋਈ ਤਾਂ ਸੰਘਰਸ਼ ਤੇਜ਼ ਕੀਤਾ ਜਾਵੇਗਾ।: [117, 380, 167, 435]
- article-right-mid: ਪੰਜਾਬ ਦਾ ਖੁਲਾਸਾ ਸ੍ਰੀ ਮੁਕਤਸਰ ਸਾਹਿਬ ਜ਼ਿਲ੍ਹੇ ਦੇ ਵੱਖ-ਵੱਖ ਪਿੰਡਾਂ ਵਿੱਚ ਲੋਕਾਂ ਨੇ ਪ੍ਰਸ਼ਾਸਨ ਤੋਂ ਮੰਗ ਕੀਤੀ ਕਿ ਇਸ ਮਾਮਲੇ ਦੀ ਨਿਰਪੱਖ ਜਾਂਚ ਕਰਵਾਈ ਜਾਵੇ ਅਤੇ ਦੋਸ਼ੀਆਂ ਖਿਲਾਫ਼ ਸਖ਼ਤ ਕਾਰਵਾਈ ਕੀਤੀ ਜਾਵੇ। ਇਸ ਮੌਕੇ ਪਿੰਡ ਵਾਸੀਆਂ ਨੇ ਦੱਸਿਆ ਕਿ ਪਿਛਲੇ ਕਈ ਸਮੇਂ ਤੋਂ ਇਹ ਸਮੱਸਿਆ ਚੱਲ ਰਹੀ ਹੈ ਪਰ ਹਾਲੇ ਤੱਕ ਕੋਈ ਹੱਲ ਨਹੀਂ ਹੋਇਆ। ਉਨ੍ਹਾਂ ਕਿਹਾ ਕਿ ਜੇਕਰ ਜਲਦ ਕਾਰਵਾਈ ਨਾ ਹੋਈ ਤਾਂ ਸੰਘਰਸ਼ ਤੇਜ਼ ਕੀਤਾ ਜਾਵੇਗਾ। ਪੰਜਾਬ ਦਾ ਖੁਲਾਸਾ ਸ੍ਰੀ ਮੁਕਤਸਰ ਸਾਹਿਬ ਜ਼ਿਲ੍ਹੇ ਦੇ ਵੱਖ-ਵੱਖ ਪਿੰਡਾਂ ਵਿੱਚ ਲੋਕਾਂ ਨੇ ਪ੍ਰਸ਼ਾਸਨ ਤੋਂ ਮੰਗ ਕੀਤੀ ਕਿ ਇਸ ਮਾਮਲੇ ਦੀ ਨਿਰਪੱਖ ਜਾਂਚ ਕਰਵਾਈ ਜਾਵੇ ਅਤੇ ਦੋਸ਼ੀਆਂ ਖਿਲਾਫ਼ ਸਖ਼ਤ ਕਾਰਵਾਈ ਕੀਤੀ ਜਾਵੇ। ਇਸ ਮੌਕੇ ਪਿੰਡ ਵਾਸੀਆਂ ਨੇ ਦੱਸਿਆ ਕਿ ਪਿਛਲੇ ਕਈ ਸਮੇਂ ਤੋਂ ਇਹ ਸਮੱਸਿਆ ਚੱਲ ਰਹੀ ਹੈ ਪਰ ਹਾਲੇ ਤੱਕ ਕੋਈ ਹੱਲ ਨਹੀਂ ਹੋਇਆ। ਉਨ੍ਹਾਂ ਕਿਹਾ ਕਿ ਜੇਕਰ ਜਲਦ ਕਾਰਵਾਈ ਨਾ ਹੋਈ ਤਾਂ ਸੰਘਰਸ਼ ਤੇਜ਼ ਕੀਤਾ ਜਾਵੇਗਾ।: [368, 382, 498, 430]
- info-row-pages: ਪੰਨੇ (Pages) : 8: [4, 58, 90, 74]
- headline-top-center-kicker: 'ਪੰਜਾਬੀ ਦਾ ਗੱਭਰੂ ਬੱਚਾ, ਖਿਡਾਰੀ ਅਤੇ ਯੂਨੀਵਰਸਿਟੀ', ਪੰਜਾਬ ਦੀ ਉਚ ਤਕਨੀਕੀ ਦਾ ਖਿਡਾਰੀ ਜੋ ਕੀਤਾ ਸਾਫ਼ ਗਲਤ ਕੀਤਾ: [175, 106, 308, 117]
- photo-center-crowd: [228, 120, 316, 184]
- phone-line: ਫੋਨ:- 01633-459850 ਮੋ. 92163-96901: [4, 10, 87, 15]
- article-top-left-col1: ਪੰਜਾਬ ਦਾ ਖੁਲਾਸਾ ਪੰਜਾਬ ਦਾ ਖੁਲਾਸਾ ਸ੍ਰੀ ਮੁਕਤਸਰ ਸਾਹਿਬ ਜ਼ਿਲ੍ਹੇ ਦੇ ਵੱਖ-ਵੱਖ ਪਿੰਡਾਂ ਵਿੱਚ ਲੋਕਾਂ ਨੇ ਪ੍ਰਸ਼ਾਸਨ ਤੋਂ ਮੰਗ ਕੀਤੀ ਕਿ ਇਸ ਮਾਮਲੇ ਦੀ ਨਿਰਪੱਖ ਜਾਂਚ ਕਰਵਾਈ ਜਾਵੇ ਅਤੇ ਦੋਸ਼ੀਆਂ ਖਿਲਾਫ਼ ਸਖ਼ਤ ਕਾਰਵਾਈ ਕੀਤੀ ਜਾਵੇ। ਇਸ ਮੌਕੇ ਪਿੰਡ ਵਾਸੀਆਂ ਨੇ ਦੱਸਿਆ ਕਿ ਪਿਛਲੇ ਕਈ ਸਮੇਂ ਤੋਂ ਇਹ ਸਮੱਸਿਆ ਚੱਲ ਰਹੀ ਹੈ ਪਰ ਹਾਲੇ ਤੱਕ ਕੋਈ ਹੱਲ ਨਹੀਂ ਹੋਇਆ। ਉਨ੍ਹਾਂ ਕਿਹਾ ਕਿ ਜੇਕਰ ਜਲਦ ਕਾਰਵਾਈ ਨਾ ਹੋਈ ਤਾਂ ਸੰਘਰਸ਼ ਤੇਜ਼ ਕੀਤਾ ਜਾਵੇਗਾ। ਪੰਜਾਬ ਦਾ ਖੁਲਾਸਾ ਸ੍ਰੀ ਮੁਕਤਸਰ ਸਾਹਿਬ ਜ਼ਿਲ੍ਹੇ ਦੇ ਵੱਖ-ਵੱਖ ਪਿੰਡਾਂ ਵਿੱਚ ਲੋਕਾਂ ਨੇ ਪ੍ਰਸ਼ਾਸਨ ਤੋਂ ਮੰਗ ਕੀਤੀ ਕਿ ਇਸ ਮਾਮਲੇ ਦੀ ਨਿਰਪੱਖ ਜਾਂਚ ਕਰਵਾਈ ਜਾਵੇ ਅਤੇ ਦੋਸ਼ੀਆਂ ਖਿਲਾਫ਼ ਸਖ਼ਤ ਕਾਰਵਾਈ ਕੀਤੀ ਜਾਵੇ। ਇਸ ਮੌਕੇ ਪਿੰਡ ਵਾਸੀਆਂ ਨੇ ਦੱਸਿਆ ਕਿ ਪਿਛਲੇ ਕਈ ਸਮੇਂ ਤੋਂ ਇਹ ਸਮੱਸਿਆ ਚੱਲ ਰਹੀ ਹੈ ਪਰ ਹਾਲੇ ਤੱਕ ਕੋਈ ਹੱਲ ਨਹੀਂ ਹੋਇਆ। ਉਨ੍ਹਾਂ ਕਿਹਾ ਕਿ ਜੇਕਰ ਜਲਦ ਕਾਰਵਾਈ ਨਾ ਹੋਈ ਤਾਂ ਸੰਘਰਸ਼ ਤੇਜ਼ ਕੀਤਾ ਜਾਵੇਗਾ। ਪੰਜਾਬ ਦਾ ਖੁਲਾਸਾ ਸ੍ਰੀ ਮੁਕਤਸਰ ਸਾਹਿਬ ਜ਼ਿਲ੍ਹੇ ਦੇ ਵੱਖ-ਵੱਖ ਪਿੰਡਾਂ ਵਿੱਚ ਲੋਕਾਂ ਨੇ ਪ੍ਰਸ਼ਾਸਨ ਤੋਂ ਮੰਗ ਕੀਤੀ ਕਿ ਇਸ ਮਾਮਲੇ ਦੀ ਨਿਰਪੱਖ ਜਾਂਚ ਕਰਵਾਈ ਜਾਵੇ ਅਤੇ ਦੋਸ਼ੀਆਂ ਖਿਲਾਫ਼ ਸਖ਼ਤ ਕਾਰਵਾਈ ਕੀਤੀ ਜਾਵੇ। ਇਸ ਮੌਕੇ ਪਿੰਡ ਵਾਸੀਆਂ ਨੇ ਦੱਸਿਆ ਕਿ ਪਿਛਲੇ ਕਈ ਸਮੇਂ ਤੋਂ ਇਹ ਸਮੱਸਿਆ ਚੱਲ ਰਹੀ ਹੈ ਪਰ ਹਾਲੇ ਤੱਕ ਕੋਈ ਹੱਲ ਨਹੀਂ ਹੋਇਆ। ਉਨ੍ਹਾਂ ਕਿਹਾ ਕਿ ਜੇਕਰ ਜਲਦ ਕਾਰਵਾਈ ਨਾ ਹੋਈ ਤਾਂ ਸੰਘਰਸ਼ ਤੇਜ਼ ਕੀਤਾ ਜਾਵੇਗਾ। ਪੰਜਾਬ ਦਾ ਖੁਲਾਸਾ ਸ੍ਰੀ ਮੁਕਤਸਰ ਸਾਹਿਬ ਜ਼ਿਲ੍ਹੇ ਦੇ ਵੱਖ-ਵੱਖ ਪਿੰਡਾਂ ਵਿੱਚ ਲੋਕਾਂ ਨੇ ਪ੍ਰਸ਼ਾਸਨ ਤੋਂ ਮੰਗ ਕੀਤੀ ਕਿ ਇਸ ਮਾਮਲੇ ਦੀ ਨਿਰਪੱਖ ਜਾਂਚ ਕਰਵਾਈ ਜਾਵੇ ਅਤੇ ਦੋਸ਼ੀਆਂ ਖਿਲਾਫ਼ ਸਖ਼ਤ ਕਾਰਵਾਈ ਕੀਤੀ ਜਾਵੇ। ਇਸ ਮੌਕੇ ਪਿੰਡ ਵਾਸੀਆਂ ਨੇ ਦੱਸਿਆ ਕਿ ਪਿਛਲੇ ਕਈ ਸਮੇਂ ਤੋਂ ਇਹ ਸਮੱਸਿਆ ਚੱਲ ਰਹੀ ਹੈ ਪਰ ਹਾਲੇ ਤੱਕ ਕੋਈ ਹੱਲ ਨਹੀਂ ਹੋਇਆ। ਉਨ੍ਹਾਂ ਕਿਹਾ ਕਿ ਜੇਕਰ ਜਲਦ ਕਾਰਵਾਈ ਨਾ ਹੋਈ ਤਾਂ ਸੰਘਰਸ਼ ਤੇਜ਼ ਕੀਤਾ ਜਾਵੇਗਾ।: [3, 138, 78, 277]
